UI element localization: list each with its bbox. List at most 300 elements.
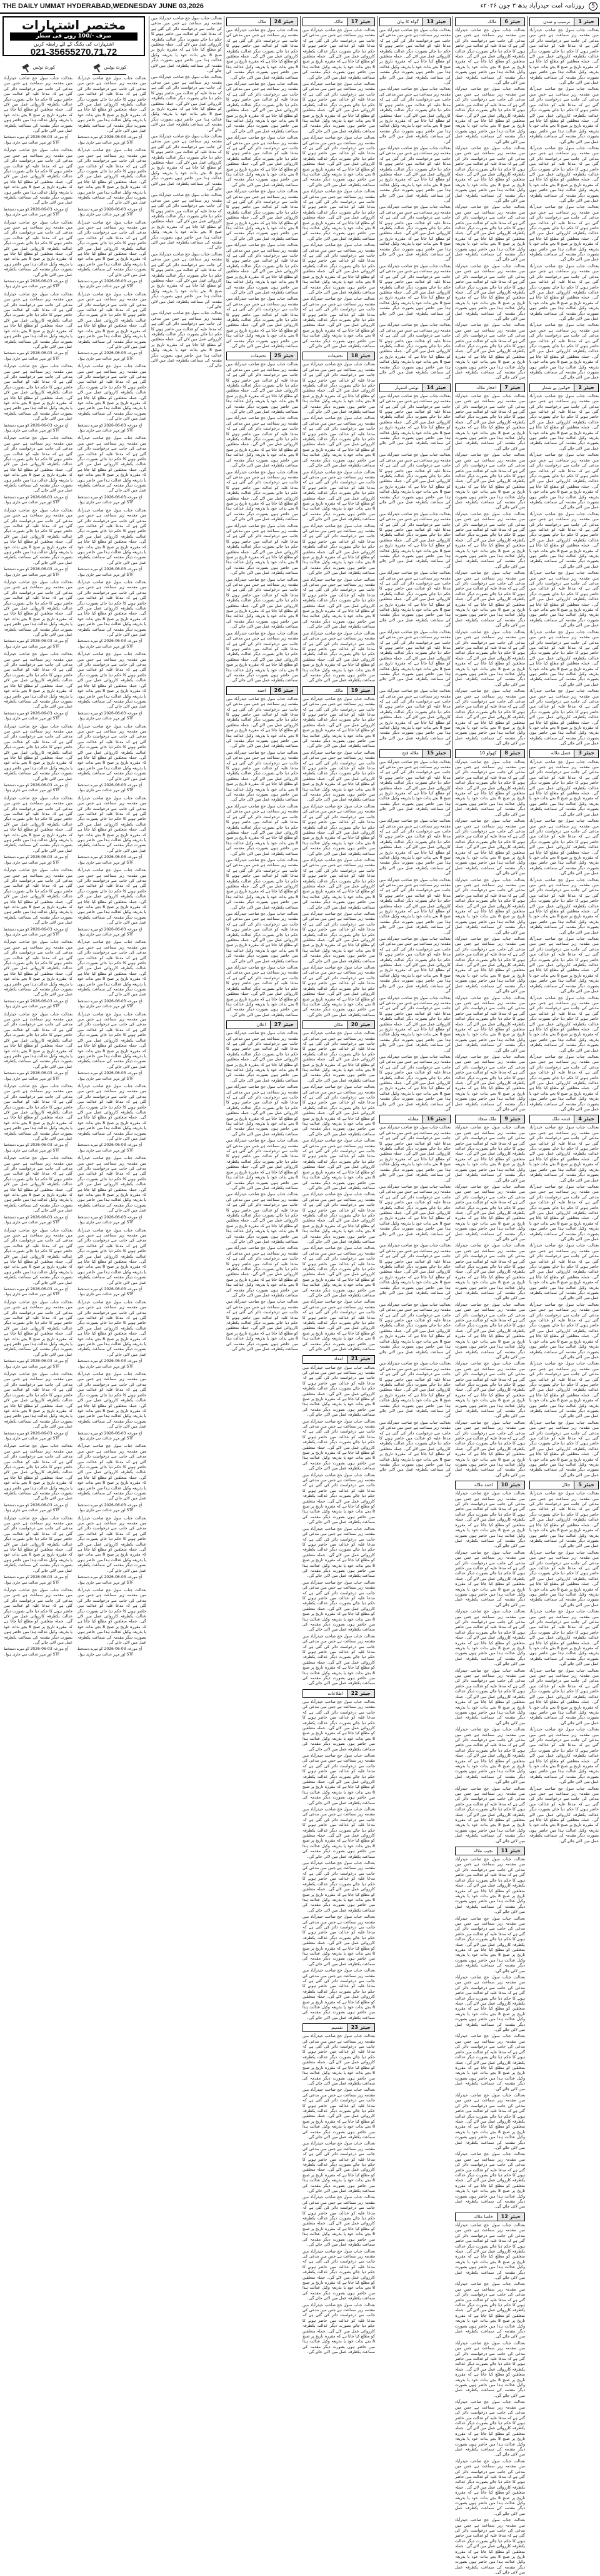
notice-paragraph: بعدالت جناب سول جج صاحب حیدرآباد میں مقدمہ زیر سماعت ہے جس میں مدعی کی جانب سے درخواست دائر کی گئی ہے کہ مدعا علیہ کو عدالت میں حاضر ہونے کا حکم دیا جائے بصورت دیگر عدالت یکطرفہ کارروائی عمل میں لائے گی۔ جملہ متعلقین کو مطلع کیا جاتا ہے کہ مقررہ تاریخ پر صبح 8 بجے بذات خود یا بذریعہ وکیل عدالت ہذا میں حاضر ہوں بصورت دیگر مقدمہ کی سماعت یکطرفہ عمل میں لائی جائے گی۔ (4, 1444, 72, 1501)
notice-signature: آج مورخہ 03-06-2026 کو میرے دستخط اور مہر عدالت سے جاری ہوا۔ STF (78, 351, 142, 361)
notice-signature: آج مورخہ 03-06-2026 کو میرے دستخط اور مہر عدالت سے جاری ہوا۔ STF (4, 1215, 69, 1225)
notice-paragraph: بعدالت جناب سول جج صاحب حیدرآباد میں مقدمہ زیر سماعت ہے جس میں مدعی کی جانب سے درخواست دائر کی گئی ہے کہ مدعا علیہ کو عدالت میں حاضر ہونے کا حکم دیا جائے بصورت دیگر عدالت یکطرفہ کارروائی عمل میں لائے گی۔ جملہ متعلقین کو مطلع کیا جاتا ہے کہ مقررہ تاریخ پر صبح 8 بجے بذات خود یا بذریعہ وکیل عدالت ہذا میں حاضر ہوں بصورت دیگر مقدمہ کی سماعت یکطرفہ عمل میں لائی جائے گی۔ (4, 1083, 72, 1141)
notice-number: جیئر 15 (422, 750, 450, 758)
notice-paragraph: بعدالت جناب سول جج صاحب حیدرآباد میں مقدمہ زیر سماعت ہے جس میں مدعی کی جانب سے درخواست دائر کی گئی ہے کہ مدعا علیہ کو عدالت میں حاضر ہونے کا حکم دیا جائے بصورت دیگر عدالت یکطرفہ کارروائی عمل میں لائے گی۔ جملہ متعلقین کو مطلع کیا جاتا ہے کہ مقررہ تاریخ پر صبح 8 بجے بذات خود یا بذریعہ وکیل عدالت ہذا میں حاضر ہوں بصورت دیگر مقدمہ کی سماعت یکطرفہ عمل میں لائی جائے گی۔ (302, 243, 375, 295)
notice-number: جیئر 5 (574, 1481, 598, 1489)
public-notice (529, 749, 599, 1113)
notice-paragraph: بعدالت جناب سول جج صاحب حیدرآباد میں مقدمہ زیر سماعت ہے جس میں مدعی کی جانب سے درخواست دائر کی گئی ہے کہ مدعا علیہ کو عدالت میں حاضر ہونے کا حکم دیا جائے بصورت دیگر عدالت یکطرفہ کارروائی عمل میں لائے گی۔ جملہ متعلقین کو مطلع کیا جاتا ہے کہ مقررہ تاریخ پر صبح 8 بجے بذات خود یا بذریعہ وکیل عدالت ہذا میں حاضر ہوں بصورت دیگر مقدمہ کی سماعت یکطرفہ عمل میں لائی جائے گی۔ (302, 1365, 375, 1418)
notice-paragraph: بعدالت جناب سول جج صاحب حیدرآباد میں مقدمہ زیر سماعت ہے جس میں مدعی کی جانب سے درخواست دائر کی گئی ہے کہ مدعا علیہ کو عدالت میں حاضر ہونے کا حکم دیا جائے بصورت دیگر عدالت یکطرفہ کارروائی عمل میں لائے گی۔ جملہ متعلقین کو مطلع کیا جاتا ہے کہ مقررہ تاریخ پر صبح 8 بجے بذات خود یا بذریعہ وکیل عدالت ہذا میں حاضر ہوں بصورت دیگر مقدمہ کی سماعت یکطرفہ عمل میں لائی جائے گی۔ (302, 696, 375, 749)
notice-signature: آج مورخہ 03-06-2026 کو میرے دستخط اور مہر عدالت سے جاری ہوا۔ STF (4, 351, 69, 361)
notice-header (302, 1689, 375, 1698)
notice-paragraph: بعدالت جناب سول جج صاحب حیدرآباد میں مقدمہ زیر سماعت ہے جس میں مدعی کی جانب سے درخواست دائر کی گئی ہے کہ مدعا علیہ کو عدالت میں حاضر ہونے کا حکم دیا جائے بصورت دیگر عدالت یکطرفہ کارروائی عمل میں لائے گی۔ جملہ متعلقین کو مطلع کیا جاتا ہے کہ مقررہ تاریخ پر صبح 8 بجے بذات خود یا بذریعہ وکیل عدالت ہذا میں حاضر ہوں بصورت دیگر مقدمہ کی سماعت یکطرفہ عمل میں لائی جائے گی۔ (302, 1580, 375, 1632)
notice-paragraph: بعدالت جناب سول جج صاحب حیدرآباد میں مقدمہ زیر سماعت ہے جس میں مدعی کی جانب سے درخواست دائر کی گئی ہے کہ مدعا علیہ کو عدالت میں حاضر ہونے کا حکم دیا جائے بصورت دیگر عدالت یکطرفہ کارروائی عمل میں لائے گی۔ جملہ متعلقین کو مطلع کیا جاتا ہے کہ مقررہ تاریخ پر صبح 8 بجے بذات خود یا بذریعہ وکیل عدالت ہذا میں حاضر ہوں بصورت دیگر مقدمہ کی سماعت یکطرفہ عمل میں لائی جائے گی۔ (226, 1138, 298, 1190)
notice-paragraph: بعدالت جناب سول جج صاحب حیدرآباد میں مقدمہ زیر سماعت ہے جس میں مدعی کی جانب سے درخواست دائر کی گئی ہے کہ مدعا علیہ کو عدالت میں حاضر ہونے کا حکم دیا جائے بصورت دیگر عدالت یکطرفہ کارروائی عمل میں لائے گی۔ جملہ متعلقین کو مطلع کیا جاتا ہے کہ مقررہ تاریخ پر صبح 8 بجے بذات خود یا بذریعہ وکیل عدالت ہذا میں حاضر ہوں بصورت دیگر مقدمہ کی سماعت یکطرفہ عمل میں لائی جائے گی۔ (226, 1300, 298, 1352)
notice-signature: آج مورخہ 03-06-2026 کو میرے دستخط اور مہر عدالت سے جاری ہوا۔ STF (4, 783, 69, 793)
notice-paragraph: بعدالت جناب سول جج صاحب حیدرآباد میں مقدمہ زیر سماعت ہے جس میں مدعی کی جانب سے درخواست دائر کی گئی ہے کہ مدعا علیہ کو عدالت میں حاضر ہونے کا حکم دیا جائے بصورت دیگر عدالت یکطرفہ کارروائی عمل میں لائے گی۔ جملہ متعلقین کو مطلع کیا جاتا ہے کہ مقررہ تاریخ پر صبح 8 بجے بذات خود یا بذریعہ وکیل عدالت ہذا میں حاضر ہوں بصورت دیگر مقدمہ کی سماعت یکطرفہ عمل میں لائی جائے گی۔ (529, 205, 599, 262)
gavel-icon (21, 63, 31, 72)
notice-header (529, 383, 599, 392)
notice-paragraph: بعدالت جناب سول جج صاحب حیدرآباد میں مقدمہ زیر سماعت ہے جس میں مدعی کی جانب سے درخواست دائر کی گئی ہے کہ مدعا علیہ کو عدالت میں حاضر ہونے کا حکم دیا جائے بصورت دیگر عدالت یکطرفہ کارروائی عمل میں لائے گی۔ جملہ متعلقین کو مطلع کیا جاتا ہے کہ مقررہ تاریخ پر صبح 8 بجے بذات خود یا بذریعہ وکیل عدالت ہذا میں حاضر ہوں بصورت دیگر مقدمہ کی سماعت یکطرفہ عمل میں لائی جائے گی۔ (78, 868, 146, 925)
public-notice (379, 383, 451, 747)
notice-paragraph: بعدالت جناب سول جج صاحب حیدرآباد میں مقدمہ زیر سماعت ہے جس میں مدعی کی جانب سے درخواست دائر کی گئی ہے کہ مدعا علیہ کو عدالت میں حاضر ہونے کا حکم دیا جائے بصورت دیگر عدالت یکطرفہ کارروائی عمل میں لائے گی۔ جملہ متعلقین کو مطلع کیا جاتا ہے کہ مقررہ تاریخ پر صبح 8 بجے بذات خود یا بذریعہ وکیل عدالت ہذا میں حاضر ہوں بصورت دیگر مقدمہ کی سماعت یکطرفہ عمل میں لائی جائے گی۔ (78, 1444, 146, 1501)
public-notice (226, 686, 298, 1018)
public-notice (226, 17, 298, 349)
notice-paragraph: بعدالت جناب سول جج صاحب حیدرآباد میں مقدمہ زیر سماعت ہے جس میں مدعی کی جانب سے درخواست دائر کی گئی ہے کہ مدعا علیہ کو عدالت میں حاضر ہونے کا حکم دیا جائے بصورت دیگر عدالت یکطرفہ کارروائی عمل میں لائے گی۔ جملہ متعلقین کو مطلع کیا جاتا ہے کہ مقررہ تاریخ پر صبح 8 بجے بذات خود یا بذریعہ وکیل عدالت ہذا میں حاضر ہوں بصورت دیگر مقدمہ کی سماعت یکطرفہ عمل میں لائی جائے گی۔ (4, 1228, 72, 1285)
notice-paragraph: بعدالت جناب سول جج صاحب حیدرآباد میں مقدمہ زیر سماعت ہے جس میں مدعی کی جانب سے درخواست دائر کی گئی ہے کہ مدعا علیہ کو عدالت میں حاضر ہونے کا حکم دیا جائے بصورت دیگر عدالت یکطرفہ کارروائی عمل میں لائے گی۔ جملہ متعلقین کو مطلع کیا جاتا ہے کہ مقررہ تاریخ پر صبح 8 بجے بذات خود یا بذریعہ وکیل عدالت ہذا میں حاضر ہوں بصورت دیگر مقدمہ کی سماعت یکطرفہ عمل میں لائی جائے گی۔ (529, 1550, 599, 1607)
notice-category: اعجاز ملالہ (476, 385, 497, 390)
public-notice (455, 1115, 525, 1478)
notice-paragraph: بعدالت جناب سول جج صاحب حیدرآباد میں مقدمہ زیر سماعت ہے جس میں مدعی کی جانب سے درخواست دائر کی گئی ہے کہ مدعا علیہ کو عدالت میں حاضر ہونے کا حکم دیا جائے بصورت دیگر عدالت یکطرفہ کارروائی عمل میں لائے گی۔ جملہ متعلقین کو مطلع کیا جاتا ہے کہ مقررہ تاریخ پر صبح 8 بجے بذات خود یا بذریعہ وکیل عدالت ہذا میں حاضر ہوں بصورت دیگر مقدمہ کی سماعت یکطرفہ عمل میں لائی جائے گی۔ (4, 436, 72, 493)
notice-number: جیئر 9 (500, 1115, 524, 1123)
notice-paragraph: بعدالت جناب سول جج صاحب حیدرآباد میں مقدمہ زیر سماعت ہے جس میں مدعی کی جانب سے درخواست دائر کی گئی ہے کہ مدعا علیہ کو عدالت میں حاضر ہونے کا حکم دیا جائے بصورت دیگر عدالت یکطرفہ کارروائی عمل میں لائے گی۔ جملہ متعلقین کو مطلع کیا جاتا ہے کہ مقررہ تاریخ پر صبح 8 بجے بذات خود یا بذریعہ وکیل عدالت ہذا میں حاضر ہوں بصورت دیگر مقدمہ کی سماعت یکطرفہ عمل میں لائی جائے گی۔ (78, 220, 146, 277)
notice-paragraph: بعدالت جناب سول جج صاحب حیدرآباد میں مقدمہ زیر سماعت ہے جس میں مدعی کی جانب سے درخواست دائر کی گئی ہے کہ مدعا علیہ کو عدالت میں حاضر ہونے کا حکم دیا جائے بصورت دیگر عدالت یکطرفہ کارروائی عمل میں لائے گی۔ جملہ متعلقین کو مطلع کیا جاتا ہے کہ مقررہ تاریخ پر صبح 8 بجے بذات خود یا بذریعہ وکیل عدالت ہذا میں حاضر ہوں بصورت دیگر مقدمہ کی سماعت یکطرفہ عمل میں لائی جائے گی۔ (302, 1473, 375, 1525)
notice-paragraph: بعدالت جناب سول جج صاحب حیدرآباد میں مقدمہ زیر سماعت ہے جس میں مدعی کی جانب سے درخواست دائر کی گئی ہے کہ مدعا علیہ کو عدالت میں حاضر ہونے کا حکم دیا جائے بصورت دیگر عدالت یکطرفہ کارروائی عمل میں لائے گی۔ جملہ متعلقین کو مطلع کیا جاتا ہے کہ مقررہ تاریخ پر صبح 8 بجے بذات خود یا بذریعہ وکیل عدالت ہذا میں حاضر ہوں بصورت دیگر مقدمہ کی سماعت یکطرفہ عمل میں لائی جائے گی۔ (4, 1587, 72, 1645)
court-notice (4, 76, 72, 146)
notice-paragraph: بعدالت جناب سول جج صاحب حیدرآباد میں مقدمہ زیر سماعت ہے جس میں مدعی کی جانب سے درخواست دائر کی گئی ہے کہ مدعا علیہ کو عدالت میں حاضر ہونے کا حکم دیا جائے بصورت دیگر عدالت یکطرفہ کارروائی عمل میں لائے گی۔ جملہ متعلقین کو مطلع کیا جاتا ہے کہ مقررہ تاریخ پر صبح 8 بجے بذات خود یا بذریعہ وکیل عدالت ہذا میں حاضر ہوں بصورت دیگر مقدمہ کی سماعت یکطرفہ عمل میں لائی جائے گی۔ (4, 76, 72, 134)
column-2 (454, 16, 526, 2575)
notice-category: گواہ کا بیان (397, 19, 419, 24)
notice-category: خواتین بے شمار (542, 385, 571, 390)
notice-paragraph: بعدالت جناب سول جج صاحب حیدرآباد میں مقدمہ زیر سماعت ہے جس میں مدعی کی جانب سے درخواست دائر کی گئی ہے کہ مدعا علیہ کو عدالت میں حاضر ہونے کا حکم دیا جائے بصورت دیگر عدالت یکطرفہ کارروائی عمل میں لائے گی۔ جملہ متعلقین کو مطلع کیا جاتا ہے کہ مقررہ تاریخ پر صبح 8 بجے بذات خود یا بذریعہ وکیل عدالت ہذا میں حاضر ہوں بصورت دیگر مقدمہ کی سماعت یکطرفہ عمل میں لائی جائے گی۔ (455, 2093, 525, 2150)
notice-paragraph: بعدالت جناب سول جج صاحب حیدرآباد میں مقدمہ زیر سماعت ہے جس میں مدعی کی جانب سے درخواست دائر کی گئی ہے کہ مدعا علیہ کو عدالت میں حاضر ہونے کا حکم دیا جائے بصورت دیگر عدالت یکطرفہ کارروائی عمل میں لائے گی۔ جملہ متعلقین کو مطلع کیا جاتا ہے کہ مقررہ تاریخ پر صبح 8 بجے بذات خود یا بذریعہ وکیل عدالت ہذا میں حاضر ہوں بصورت دیگر مقدمہ کی سماعت یکطرفہ عمل میں لائی جائے گی۔ (455, 2282, 525, 2339)
notice-header (226, 17, 298, 26)
court-notice-label: کورٹ نوٹس (21, 60, 56, 75)
notice-paragraph: بعدالت جناب سول جج صاحب حیدرآباد میں مقدمہ زیر سماعت ہے جس میں مدعی کی جانب سے درخواست دائر کی گئی ہے کہ مدعا علیہ کو عدالت میں حاضر ہونے کا حکم دیا جائے بصورت دیگر عدالت یکطرفہ کارروائی عمل میں لائے گی۔ جملہ متعلقین کو مطلع کیا جاتا ہے کہ مقررہ تاریخ پر صبح 8 بجے بذات خود یا بذریعہ وکیل عدالت ہذا میں حاضر ہوں بصورت دیگر مقدمہ کی سماعت یکطرفہ عمل میں لائی جائے گی۔ (379, 87, 451, 144)
column-divider (377, 16, 378, 1106)
court-notice (4, 436, 72, 505)
notice-signature: آج مورخہ 03-06-2026 کو میرے دستخط اور مہر عدالت سے جاری ہوا۔ STF (78, 135, 142, 145)
notice-paragraph: بعدالت جناب سول جج صاحب حیدرآباد میں مقدمہ زیر سماعت ہے جس میں مدعی کی جانب سے درخواست دائر کی گئی ہے کہ مدعا علیہ کو عدالت میں حاضر ہونے کا حکم دیا جائے بصورت دیگر عدالت یکطرفہ کارروائی عمل میں لائے گی۔ جملہ متعلقین کو مطلع کیا جاتا ہے کہ مقررہ تاریخ پر صبح 8 بجے بذات خود یا بذریعہ وکیل عدالت ہذا میں حاضر ہوں بصورت دیگر مقدمہ کی سماعت یکطرفہ عمل میں لائی جائے گی۔ (379, 323, 451, 380)
notice-number: جیئر 4 (574, 1115, 598, 1123)
notice-number: جیئر 25 (270, 352, 298, 360)
notice-paragraph: بعدالت جناب سول جج صاحب حیدرآباد میں مقدمہ زیر سماعت ہے جس میں مدعی کی جانب سے درخواست دائر کی گئی ہے کہ مدعا علیہ کو عدالت میں حاضر ہونے کا حکم دیا جائے بصورت دیگر عدالت یکطرفہ کارروائی عمل میں لائے گی۔ جملہ متعلقین کو مطلع کیا جاتا ہے کہ مقررہ تاریخ پر صبح 8 بجے بذات خود یا بذریعہ وکیل عدالت ہذا میں حاضر ہوں بصورت دیگر مقدمہ کی سماعت یکطرفہ عمل میں لائی جائے گی۔ (4, 1372, 72, 1429)
public-notice (302, 1689, 375, 2021)
notice-category: نوٹس اشتہار (394, 385, 419, 390)
court-notice (4, 868, 72, 937)
court-notice (78, 76, 146, 146)
notice-category: ملالہ (257, 19, 266, 24)
court-notice (78, 796, 146, 866)
notice-paragraph: بعدالت جناب سول جج صاحب حیدرآباد میں مقدمہ زیر سماعت ہے جس میں مدعی کی جانب سے درخواست دائر کی گئی ہے کہ مدعا علیہ کو عدالت میں حاضر ہونے کا حکم دیا جائے بصورت دیگر عدالت یکطرفہ کارروائی عمل میں لائے گی۔ جملہ متعلقین کو مطلع کیا جاتا ہے کہ مقررہ تاریخ پر صبح 8 بجے بذات خود یا بذریعہ وکیل عدالت ہذا میں حاضر ہوں بصورت دیگر مقدمہ کی سماعت یکطرفہ عمل میں لائی جائے گی۔ (78, 292, 146, 349)
notice-paragraph: بعدالت جناب سول جج صاحب حیدرآباد میں مقدمہ زیر سماعت ہے جس میں مدعی کی جانب سے درخواست دائر کی گئی ہے کہ مدعا علیہ کو عدالت میں حاضر ہونے کا حکم دیا جائے بصورت دیگر عدالت یکطرفہ کارروائی عمل میں لائے گی۔ جملہ متعلقین کو مطلع کیا جاتا ہے کہ مقررہ تاریخ پر صبح 8 بجے بذات خود یا بذریعہ وکیل عدالت ہذا میں حاضر ہوں بصورت دیگر مقدمہ کی سماعت یکطرفہ عمل میں لائی جائے گی۔ (302, 577, 375, 629)
notice-paragraph: بعدالت جناب سول جج صاحب حیدرآباد میں مقدمہ زیر سماعت ہے جس میں مدعی کی جانب سے درخواست دائر کی گئی ہے کہ مدعا علیہ کو عدالت میں حاضر ہونے کا حکم دیا جائے بصورت دیگر عدالت یکطرفہ کارروائی عمل میں لائے گی۔ جملہ متعلقین کو مطلع کیا جاتا ہے کہ مقررہ تاریخ پر صبح 8 بجے بذات خود یا بذریعہ وکیل عدالت ہذا میں حاضر ہوں بصورت دیگر مقدمہ کی سماعت یکطرفہ عمل میں لائی جائے گی۔ (529, 629, 599, 687)
notice-header (302, 686, 375, 695)
notice-paragraph: بعدالت جناب سول جج صاحب حیدرآباد میں مقدمہ زیر سماعت ہے جس میں مدعی کی جانب سے درخواست دائر کی گئی ہے کہ مدعا علیہ کو عدالت میں حاضر ہونے کا حکم دیا جائے بصورت دیگر عدالت یکطرفہ کارروائی عمل میں لائے گی۔ جملہ متعلقین کو مطلع کیا جاتا ہے کہ مقررہ تاریخ پر صبح 8 بجے بذات خود یا بذریعہ وکیل عدالت ہذا میں حاضر ہوں بصورت دیگر مقدمہ کی سماعت یکطرفہ عمل میں لائی جائے گی۔ (4, 1156, 72, 1213)
column-6 (150, 16, 223, 1106)
court-notice (4, 148, 72, 217)
notice-signature: آج مورخہ 03-06-2026 کو میرے دستخط اور مہر عدالت سے جاری ہوا۔ STF (78, 567, 142, 577)
notice-signature: آج مورخہ 03-06-2026 کو میرے دستخط اور مہر عدالت سے جاری ہوا۔ STF (78, 927, 142, 937)
notice-number: جیئر 13 (422, 18, 450, 26)
notice-paragraph: بعدالت جناب سول جج صاحب حیدرآباد میں مقدمہ زیر سماعت ہے جس میں مدعی کی جانب سے درخواست دائر کی گئی ہے کہ مدعا علیہ کو عدالت میں حاضر ہونے کا حکم دیا جائے بصورت دیگر عدالت یکطرفہ کارروائی عمل میں لائے گی۔ جملہ متعلقین کو مطلع کیا جاتا ہے کہ مقررہ تاریخ پر صبح 8 بجے بذات خود یا بذریعہ وکیل عدالت ہذا میں حاضر ہوں بصورت دیگر مقدمہ کی سماعت یکطرفہ عمل میں لائی جائے گی۔ (455, 1668, 525, 1725)
notice-paragraph: بعدالت جناب سول جج صاحب حیدرآباد میں مقدمہ زیر سماعت ہے جس میں مدعی کی جانب سے درخواست دائر کی گئی ہے کہ مدعا علیہ کو عدالت میں حاضر ہونے کا حکم دیا جائے بصورت دیگر عدالت یکطرفہ کارروائی عمل میں لائے گی۔ جملہ متعلقین کو مطلع کیا جاتا ہے کہ مقررہ تاریخ پر صبح 8 بجے بذات خود یا بذریعہ وکیل عدالت ہذا میں حاضر ہوں بصورت دیگر مقدمہ کی سماعت یکطرفہ عمل میں لائی جائے گی۔ (226, 1246, 298, 1298)
notice-paragraph: بعدالت جناب سول جج صاحب حیدرآباد میں مقدمہ زیر سماعت ہے جس میں مدعی کی جانب سے درخواست دائر کی گئی ہے کہ مدعا علیہ کو عدالت میں حاضر ہونے کا حکم دیا جائے بصورت دیگر عدالت یکطرفہ کارروائی عمل میں لائے گی۔ جملہ متعلقین کو مطلع کیا جاتا ہے کہ مقررہ تاریخ پر صبح 8 بجے بذات خود یا بذریعہ وکیل عدالت ہذا میں حاضر ہوں بصورت دیگر مقدمہ کی سماعت یکطرفہ عمل میں لائی جائے گی۔ (379, 146, 451, 203)
notice-category: ملک سجاد (478, 1117, 497, 1122)
notice-number: جیئر 24 (270, 18, 298, 26)
column-divider (300, 16, 301, 1106)
notice-number: جیئر 12 (497, 2213, 524, 2221)
notice-paragraph: بعدالت جناب سول جج صاحب حیدرآباد میں مقدمہ زیر سماعت ہے جس میں مدعی کی جانب سے درخواست دائر کی گئی ہے کہ مدعا علیہ کو عدالت میں حاضر ہونے کا حکم دیا جائے بصورت دیگر عدالت یکطرفہ کارروائی عمل میں لائے گی۔ جملہ متعلقین کو مطلع کیا جاتا ہے کہ مقررہ تاریخ پر صبح 8 بجے بذات خود یا بذریعہ وکیل عدالت ہذا میں حاضر ہوں بصورت دیگر مقدمہ کی سماعت یکطرفہ عمل میں لائی جائے گی۔ (455, 453, 525, 510)
notice-signature: آج مورخہ 03-06-2026 کو میرے دستخط اور مہر عدالت سے جاری ہوا۔ STF (78, 495, 142, 505)
notice-signature: آج مورخہ 03-06-2026 کو میرے دستخط اور مہر عدالت سے جاری ہوا۔ STF (78, 207, 142, 217)
notice-signature: آج مورخہ 03-06-2026 کو میرے دستخط اور مہر عدالت سے جاری ہوا۔ STF (4, 207, 69, 217)
notice-header (302, 1355, 375, 1364)
notice-paragraph: بعدالت جناب سول جج صاحب حیدرآباد میں مقدمہ زیر سماعت ہے جس میں مدعی کی جانب سے درخواست دائر کی گئی ہے کہ مدعا علیہ کو عدالت میں حاضر ہونے کا حکم دیا جائے بصورت دیگر عدالت یکطرفہ کارروائی عمل میں لائے گی۔ جملہ متعلقین کو مطلع کیا جاتا ہے کہ مقررہ تاریخ پر صبح 8 بجے بذات خود یا بذریعہ وکیل عدالت ہذا میں حاضر ہوں بصورت دیگر مقدمہ کی سماعت یکطرفہ عمل میں لائی جائے گی۔ (226, 631, 298, 683)
notice-paragraph: بعدالت جناب سول جج صاحب حیدرآباد میں مقدمہ زیر سماعت ہے جس میں مدعی کی جانب سے درخواست دائر کی گئی ہے کہ مدعا علیہ کو عدالت میں حاضر ہونے کا حکم دیا جائے بصورت دیگر عدالت یکطرفہ کارروائی عمل میں لائے گی۔ جملہ متعلقین کو مطلع کیا جاتا ہے کہ مقررہ تاریخ پر صبح 8 بجے بذات خود یا بذریعہ وکیل عدالت ہذا میں حاضر ہوں بصورت دیگر مقدمہ کی سماعت یکطرفہ عمل میں لائی جائے گی۔ (78, 436, 146, 493)
notice-paragraph: بعدالت جناب سول جج صاحب حیدرآباد میں مقدمہ زیر سماعت ہے جس میں مدعی کی جانب سے درخواست دائر کی گئی ہے کہ مدعا علیہ کو عدالت میں حاضر ہونے کا حکم دیا جائے بصورت دیگر عدالت یکطرفہ کارروائی عمل میں لائے گی۔ جملہ متعلقین کو مطلع کیا جاتا ہے کہ مقررہ تاریخ پر صبح 8 بجے بذات خود یا بذریعہ وکیل عدالت ہذا میں حاضر ہوں بصورت دیگر مقدمہ کی سماعت یکطرفہ عمل میں لائی جائے گی۔ (455, 759, 525, 817)
notice-header (529, 1115, 599, 1123)
notice-number: جیئر 11 (497, 1847, 524, 1855)
notice-category: تقسیم (331, 2025, 343, 2031)
notice-paragraph: بعدالت جناب سول جج صاحب حیدرآباد میں مقدمہ زیر سماعت ہے جس میں مدعی کی جانب سے درخواست دائر کی گئی ہے کہ مدعا علیہ کو عدالت میں حاضر ہونے کا حکم دیا جائے بصورت دیگر عدالت یکطرفہ کارروائی عمل میں لائے گی۔ جملہ متعلقین کو مطلع کیا جاتا ہے کہ مقررہ تاریخ پر صبح 8 بجے بذات خود یا بذریعہ وکیل عدالت ہذا میں حاضر ہوں بصورت دیگر مقدمہ کی سماعت یکطرفہ عمل میں لائی جائے گی۔ (302, 804, 375, 856)
notice-paragraph: بعدالت جناب سول جج صاحب حیدرآباد میں مقدمہ زیر سماعت ہے جس میں مدعی کی جانب سے درخواست دائر کی گئی ہے کہ مدعا علیہ کو عدالت میں حاضر ہونے کا حکم دیا جائے بصورت دیگر عدالت یکطرفہ کارروائی عمل میں لائے گی۔ جملہ متعلقین کو مطلع کیا جاتا ہے کہ مقررہ تاریخ پر صبح 8 بجے بذات خود یا بذریعہ وکیل عدالت ہذا میں حاضر ہوں بصورت دیگر مقدمہ کی سماعت یکطرفہ عمل میں لائی جائے گی۔ (455, 2341, 525, 2398)
court-notice (78, 1516, 146, 1586)
notice-paragraph: بعدالت جناب سول جج صاحب حیدرآباد میں مقدمہ زیر سماعت ہے جس میں مدعی کی جانب سے درخواست دائر کی گئی ہے کہ مدعا علیہ کو عدالت میں حاضر ہونے کا حکم دیا جائے بصورت دیگر عدالت یکطرفہ کارروائی عمل میں لائے گی۔ جملہ متعلقین کو مطلع کیا جاتا ہے کہ مقررہ تاریخ پر صبح 8 بجے بذات خود یا بذریعہ وکیل عدالت ہذا میں حاضر ہوں بصورت دیگر مقدمہ کی سماعت یکطرفہ عمل میں لائی جائے گی۔ (302, 2088, 375, 2139)
notice-paragraph: بعدالت جناب سول جج صاحب حیدرآباد میں مقدمہ زیر سماعت ہے جس میں مدعی کی جانب سے درخواست دائر کی گئی ہے کہ مدعا علیہ کو عدالت میں حاضر ہونے کا حکم دیا جائے بصورت دیگر عدالت یکطرفہ کارروائی عمل میں لائے گی۔ جملہ متعلقین کو مطلع کیا جاتا ہے کہ مقررہ تاریخ پر صبح 8 بجے بذات خود یا بذریعہ وکیل عدالت ہذا میں حاضر ہوں بصورت دیگر مقدمہ کی سماعت یکطرفہ عمل میں لائی جائے گی۔ (226, 470, 298, 522)
notice-paragraph: بعدالت جناب سول جج صاحب حیدرآباد میں مقدمہ زیر سماعت ہے جس میں مدعی کی جانب سے درخواست دائر کی گئی ہے کہ مدعا علیہ کو عدالت میں حاضر ہونے کا حکم دیا جائے بصورت دیگر عدالت یکطرفہ کارروائی عمل میں لائے گی۔ جملہ متعلقین کو مطلع کیا جاتا ہے کہ مقررہ تاریخ پر صبح 8 بجے بذات خود یا بذریعہ وکیل عدالت ہذا میں حاضر ہوں بصورت دیگر مقدمہ کی سماعت یکطرفہ عمل میں لائی جائے گی۔ (4, 364, 72, 422)
notice-header (455, 1847, 525, 1855)
notice-signature: آج مورخہ 03-06-2026 کو میرے دستخط اور مہر عدالت سے جاری ہوا۔ STF (4, 711, 69, 721)
notice-signature: آج مورخہ 03-06-2026 کو میرے دستخط اور مہر عدالت سے جاری ہوا۔ STF (78, 711, 142, 721)
notice-paragraph: بعدالت جناب سول جج صاحب حیدرآباد میں مقدمہ زیر سماعت ہے جس میں مدعی کی جانب سے درخواست دائر کی گئی ہے کہ مدعا علیہ کو عدالت میں حاضر ہونے کا حکم دیا جائے بصورت دیگر عدالت یکطرفہ کارروائی عمل میں لائے گی۔ جملہ متعلقین کو مطلع کیا جاتا ہے کہ مقررہ تاریخ پر صبح 8 بجے بذات خود یا بذریعہ وکیل عدالت ہذا میں حاضر ہوں بصورت دیگر مقدمہ کی سماعت یکطرفہ عمل میں لائی جائے گی۔ (226, 416, 298, 468)
notice-signature: آج مورخہ 03-06-2026 کو میرے دستخط اور مہر عدالت سے جاری ہوا۔ STF (4, 1359, 69, 1369)
notice-number: جیئر 19 (347, 687, 374, 694)
notice-signature: آج مورخہ 03-06-2026 کو میرے دستخط اور مہر عدالت سے جاری ہوا۔ STF (78, 999, 142, 1009)
notice-number: جیئر 2 (574, 384, 598, 392)
notice-paragraph: بعدالت جناب سول جج صاحب حیدرآباد میں مقدمہ زیر سماعت ہے جس میں مدعی کی جانب سے درخواست دائر کی گئی ہے کہ مدعا علیہ کو عدالت میں حاضر ہونے کا حکم دیا جائے بصورت دیگر عدالت یکطرفہ کارروائی عمل میں لائے گی۔ جملہ متعلقین کو مطلع کیا جاتا ہے کہ مقررہ تاریخ پر صبح 8 بجے بذات خود یا بذریعہ وکیل عدالت ہذا میں حاضر ہوں بصورت دیگر مقدمہ کی سماعت یکطرفہ عمل میں لائی جائے گی۔ (455, 87, 525, 144)
notice-paragraph: بعدالت جناب سول جج صاحب حیدرآباد میں مقدمہ زیر سماعت ہے جس میں مدعی کی جانب سے درخواست دائر کی گئی ہے کہ مدعا علیہ کو عدالت میں حاضر ہونے کا حکم دیا جائے بصورت دیگر عدالت یکطرفہ کارروائی عمل میں لائے گی۔ جملہ متعلقین کو مطلع کیا جاتا ہے کہ مقررہ تاریخ پر صبح 8 بجے بذات خود یا بذریعہ وکیل عدالت ہذا میں حاضر ہوں بصورت دیگر مقدمہ کی سماعت یکطرفہ عمل میں لائی جائے گی۔ (379, 689, 451, 746)
notice-paragraph: بعدالت جناب سول جج صاحب حیدرآباد میں مقدمہ زیر سماعت ہے جس میں مدعی کی جانب سے درخواست دائر کی گئی ہے کہ مدعا علیہ کو عدالت میں حاضر ہونے کا حکم دیا جائے بصورت دیگر عدالت یکطرفہ کارروائی عمل میں لائے گی۔ جملہ متعلقین کو مطلع کیا جاتا ہے کہ مقررہ تاریخ پر صبح 8 بجے بذات خود یا بذریعہ وکیل عدالت ہذا میں حاضر ہوں بصورت دیگر مقدمہ کی سماعت یکطرفہ عمل میں لائی جائے گی۔ (302, 1138, 375, 1190)
notice-signature: آج مورخہ 03-06-2026 کو میرے دستخط اور مہر عدالت سے جاری ہوا۔ STF (4, 1575, 69, 1585)
column-4 (301, 16, 376, 2355)
masthead (0, 0, 600, 14)
notice-paragraph: بعدالت جناب سول جج صاحب حیدرآباد میں مقدمہ زیر سماعت ہے جس میں مدعی کی جانب سے درخواست دائر کی گئی ہے کہ مدعا علیہ کو عدالت میں حاضر ہونے کا حکم دیا جائے بصورت دیگر عدالت یکطرفہ کارروائی عمل میں لائے گی۔ جملہ متعلقین کو مطلع کیا جاتا ہے کہ مقررہ تاریخ پر صبح 8 بجے بذات خود یا بذریعہ وکیل عدالت ہذا میں حاضر ہوں بصورت دیگر مقدمہ کی سماعت یکطرفہ عمل میں لائی جائے گی۔ (4, 724, 72, 781)
notice-category: ملالہ فتح (402, 751, 419, 756)
notice-header (455, 383, 525, 392)
notice-signature: آج مورخہ 03-06-2026 کو میرے دستخط اور مہر عدالت سے جاری ہوا۔ STF (78, 1143, 142, 1153)
public-notice (529, 17, 599, 381)
court-notice (78, 1372, 146, 1441)
notice-paragraph: بعدالت جناب سول جج صاحب حیدرآباد میں مقدمہ زیر سماعت ہے جس میں مدعی کی جانب سے درخواست دائر کی گئی ہے کہ مدعا علیہ کو عدالت میں حاضر ہونے کا حکم دیا جائے بصورت دیگر عدالت یکطرفہ کارروائی عمل میں لائے گی۔ جملہ متعلقین کو مطلع کیا جاتا ہے کہ مقررہ تاریخ پر صبح 8 بجے بذات خود یا بذریعہ وکیل عدالت ہذا میں حاضر ہوں بصورت دیگر مقدمہ کی سماعت یکطرفہ عمل میں لائی جائے گی۔ (78, 1083, 146, 1141)
notice-paragraph: بعدالت جناب سول جج صاحب حیدرآباد میں مقدمہ زیر سماعت ہے جس میں مدعی کی جانب سے درخواست دائر کی گئی ہے کہ مدعا علیہ کو عدالت میں حاضر ہونے کا حکم دیا جائے بصورت دیگر عدالت یکطرفہ کارروائی عمل میں لائے گی۔ جملہ متعلقین کو مطلع کیا جاتا ہے کہ مقررہ تاریخ پر صبح 8 بجے بذات خود یا بذریعہ وکیل عدالت ہذا میں حاضر ہوں بصورت دیگر مقدمہ کی سماعت یکطرفہ عمل میں لائی جائے گی۔ (455, 323, 525, 380)
notice-number: جیئر 6 (500, 18, 524, 26)
notice-paragraph: بعدالت جناب سول جج صاحب حیدرآباد میں مقدمہ زیر سماعت ہے جس میں مدعی کی جانب سے درخواست دائر کی گئی ہے کہ مدعا علیہ کو عدالت میں حاضر ہونے کا حکم دیا جائے بصورت دیگر عدالت یکطرفہ کارروائی عمل میں لائے گی۔ جملہ متعلقین کو مطلع کیا جاتا ہے کہ مقررہ تاریخ پر صبح 8 بجے بذات خود یا بذریعہ وکیل عدالت ہذا میں حاضر ہوں بصورت دیگر مقدمہ کی سماعت یکطرفہ عمل میں لائی جائے گی۔ (379, 453, 451, 510)
notice-number: جیئر 21 (347, 1356, 374, 1363)
notice-number: جیئر 20 (347, 1021, 374, 1029)
notice-number: جیئر 7 (500, 384, 524, 392)
notice-paragraph: بعدالت جناب سول جج صاحب حیدرآباد میں مقدمہ زیر سماعت ہے جس میں مدعی کی جانب سے درخواست دائر کی گئی ہے کہ مدعا علیہ کو عدالت میں حاضر ہونے کا حکم دیا جائے بصورت دیگر عدالت یکطرفہ کارروائی عمل میں لائے گی۔ جملہ متعلقین کو مطلع کیا جاتا ہے کہ مقررہ تاریخ پر صبح 8 بجے بذات خود یا بذریعہ وکیل عدالت ہذا میں حاضر ہوں بصورت دیگر مقدمہ کی سماعت یکطرفہ عمل میں لائی جائے گی۔ (302, 857, 375, 910)
column-divider (452, 16, 453, 1106)
notice-paragraph: بعدالت جناب سول جج صاحب حیدرآباد میں مقدمہ زیر سماعت ہے جس میں مدعی کی جانب سے درخواست دائر کی گئی ہے کہ مدعا علیہ کو عدالت میں حاضر ہونے کا حکم دیا جائے بصورت دیگر عدالت یکطرفہ کارروائی عمل میں لائے گی۔ جملہ متعلقین کو مطلع کیا جاتا ہے کہ مقررہ تاریخ پر صبح 8 بجے بذات خود یا بذریعہ وکیل عدالت ہذا میں حاضر ہوں بصورت دیگر مقدمہ کی سماعت یکطرفہ عمل میں لائی جائے گی۔ (78, 796, 146, 853)
notice-number: جیئر 10 (497, 1481, 524, 1489)
notice-paragraph: بعدالت جناب سول جج صاحب حیدرآباد میں مقدمہ زیر سماعت ہے جس میں مدعی کی جانب سے درخواست دائر کی گئی ہے کہ مدعا علیہ کو عدالت میں حاضر ہونے کا حکم دیا جائے بصورت دیگر عدالت یکطرفہ کارروائی عمل میں لائے گی۔ جملہ متعلقین کو مطلع کیا جاتا ہے کہ مقررہ تاریخ پر صبح 8 بجے بذات خود یا بذریعہ وکیل عدالت ہذا میں حاضر ہوں بصورت دیگر مقدمہ کی سماعت یکطرفہ عمل میں لائی جائے گی۔ (379, 511, 451, 569)
notice-paragraph: بعدالت جناب سول جج صاحب حیدرآباد میں مقدمہ زیر سماعت ہے جس میں مدعی کی جانب سے درخواست دائر کی گئی ہے کہ مدعا علیہ کو عدالت میں حاضر ہونے کا حکم دیا جائے بصورت دیگر عدالت یکطرفہ کارروائی عمل میں لائے گی۔ جملہ متعلقین کو مطلع کیا جاتا ہے کہ مقررہ تاریخ پر صبح 8 بجے بذات خود یا بذریعہ وکیل عدالت ہذا میں حاضر ہوں بصورت دیگر مقدمہ کی سماعت یکطرفہ عمل میں لائی جائے گی۔ (455, 1243, 525, 1301)
notice-paragraph: بعدالت جناب سول جج صاحب حیدرآباد میں مقدمہ زیر سماعت ہے جس میں مدعی کی جانب سے درخواست دائر کی گئی ہے کہ مدعا علیہ کو عدالت میں حاضر ہونے کا حکم دیا جائے بصورت دیگر عدالت یکطرفہ کارروائی عمل میں لائے گی۔ جملہ متعلقین کو مطلع کیا جاتا ہے کہ مقررہ تاریخ پر صبح 8 بجے بذات خود یا بذریعہ وکیل عدالت ہذا میں حاضر ہوں بصورت دیگر مقدمہ کی سماعت یکطرفہ عمل میں لائی جائے گی۔ (302, 1807, 375, 1859)
public-notice (226, 352, 298, 683)
court-notice (78, 508, 146, 578)
court-notice (4, 580, 72, 649)
notice-number: جیئر 22 (347, 1690, 374, 1697)
notice-category: احمد ملالہ (474, 1483, 493, 1488)
notice-paragraph: بعدالت جناب سول جج صاحب حیدرآباد میں مقدمہ زیر سماعت ہے جس میں مدعی کی جانب سے درخواست دائر کی گئی ہے کہ مدعا علیہ کو عدالت میں حاضر ہونے کا حکم دیا جائے بصورت دیگر عدالت یکطرفہ کارروائی عمل میں لائے گی۔ جملہ متعلقین کو مطلع کیا جاتا ہے کہ مقررہ تاریخ پر صبح 8 بجے بذات خود یا بذریعہ وکیل عدالت ہذا میں حاضر ہوں بصورت دیگر مقدمہ کی سماعت یکطرفہ عمل میں لائی جائے گی۔ (379, 28, 451, 86)
court-notice (4, 796, 72, 866)
notice-paragraph: بعدالت جناب سول جج صاحب حیدرآباد میں مقدمہ زیر سماعت ہے جس میں مدعی کی جانب سے درخواست دائر کی گئی ہے کہ مدعا علیہ کو عدالت میں حاضر ہونے کا حکم دیا جائے بصورت دیگر عدالت یکطرفہ کارروائی عمل میں لائے گی۔ جملہ متعلقین کو مطلع کیا جاتا ہے کہ مقررہ تاریخ پر صبح 8 بجے بذات خود یا بذریعہ وکیل عدالت ہذا میں حاضر ہوں بصورت دیگر مقدمہ کی سماعت یکطرفہ عمل میں لائی جائے گی۔ (455, 146, 525, 203)
notice-paragraph: بعدالت جناب سول جج صاحب حیدرآباد میں مقدمہ زیر سماعت ہے جس میں مدعی کی جانب سے درخواست دائر کی گئی ہے کہ مدعا علیہ کو عدالت میں حاضر ہونے کا حکم دیا جائے بصورت دیگر عدالت یکطرفہ کارروائی عمل میں لائے گی۔ جملہ متعلقین کو مطلع کیا جاتا ہے کہ مقررہ تاریخ پر صبح 8 بجے بذات خود یا بذریعہ وکیل عدالت ہذا میں حاضر ہوں بصورت دیگر مقدمہ کی سماعت یکطرفہ عمل میں لائی جائے گی۔ (455, 205, 525, 262)
notice-paragraph: بعدالت جناب سول جج صاحب حیدرآباد میں مقدمہ زیر سماعت ہے جس میں مدعی کی جانب سے درخواست دائر کی گئی ہے کہ مدعا علیہ کو عدالت میں حاضر ہونے کا حکم دیا جائے بصورت دیگر عدالت یکطرفہ کارروائی عمل میں لائے گی۔ جملہ متعلقین کو مطلع کیا جاتا ہے کہ مقررہ تاریخ پر صبح 8 بجے بذات خود یا بذریعہ وکیل عدالت ہذا میں حاضر ہوں بصورت دیگر مقدمہ کی سماعت یکطرفہ عمل میں لائی جائے گی۔ (302, 1300, 375, 1352)
public-notice (529, 383, 599, 747)
notice-paragraph: بعدالت جناب سول جج صاحب حیدرآباد میں مقدمہ زیر سماعت ہے جس میں مدعی کی جانب سے درخواست دائر کی گئی ہے کہ مدعا علیہ کو عدالت میں حاضر ہونے کا حکم دیا جائے بصورت دیگر عدالت یکطرفہ کارروائی عمل میں لائے گی۔ جملہ متعلقین کو مطلع کیا جاتا ہے کہ مقررہ تاریخ پر صبح 8 بجے بذات خود یا بذریعہ وکیل عدالت ہذا میں حاضر ہوں بصورت دیگر مقدمہ کی سماعت یکطرفہ عمل میں لائی جائے گی۔ (302, 470, 375, 522)
notice-paragraph: بعدالت جناب سول جج صاحب حیدرآباد میں مقدمہ زیر سماعت ہے جس میں مدعی کی جانب سے درخواست دائر کی گئی ہے کہ مدعا علیہ کو عدالت میں حاضر ہونے کا حکم دیا جائے بصورت دیگر عدالت یکطرفہ کارروائی عمل میں لائے گی۔ جملہ متعلقین کو مطلع کیا جاتا ہے کہ مقررہ تاریخ پر صبح 8 بجے بذات خود یا بذریعہ وکیل عدالت ہذا میں حاضر ہوں بصورت دیگر مقدمہ کی سماعت یکطرفہ عمل میں لائی جائے گی۔ (455, 511, 525, 569)
notice-signature: آج مورخہ 03-06-2026 کو میرے دستخط اور مہر عدالت سے جاری ہوا۔ STF (4, 855, 69, 865)
notice-signature: آج مورخہ 03-06-2026 کو میرے دستخط اور مہر عدالت سے جاری ہوا۔ STF (4, 639, 69, 649)
notice-paragraph: بعدالت جناب سول جج صاحب حیدرآباد میں مقدمہ زیر سماعت ہے جس میں مدعی کی جانب سے درخواست دائر کی گئی ہے کہ مدعا علیہ کو عدالت میں حاضر ہونے کا حکم دیا جائے بصورت دیگر عدالت یکطرفہ کارروائی عمل میں لائے گی۔ جملہ متعلقین کو مطلع کیا جاتا ہے کہ مقررہ تاریخ پر صبح 8 بجے بذات خود یا بذریعہ وکیل عدالت ہذا میں حاضر ہوں بصورت دیگر مقدمہ کی سماعت یکطرفہ عمل میں لائی جائے گی۔ (529, 689, 599, 746)
notice-header (226, 1020, 298, 1029)
notice-number: جیئر 23 (347, 2024, 374, 2031)
ad-contact: اشتہارات کی بکنگ کے لئے رابطہ کریں (33, 41, 114, 47)
court-notice (4, 220, 72, 290)
notice-paragraph: بعدالت جناب سول جج صاحب حیدرآباد میں مقدمہ زیر سماعت ہے جس میں مدعی کی جانب سے درخواست دائر کی گئی ہے کہ مدعا علیہ کو عدالت میں حاضر ہونے کا حکم دیا جائے بصورت دیگر عدالت یکطرفہ کارروائی عمل میں لائے گی۔ جملہ متعلقین کو مطلع کیا جاتا ہے کہ مقررہ تاریخ پر صبح 8 بجے بذات خود یا بذریعہ وکیل عدالت ہذا میں حاضر ہوں بصورت دیگر مقدمہ کی سماعت یکطرفہ عمل میں لائی جائے گی۔ (455, 1491, 525, 1549)
notice-header (379, 749, 451, 758)
notice-paragraph: بعدالت جناب سول جج صاحب حیدرآباد میں مقدمہ زیر سماعت ہے جس میں مدعی کی جانب سے درخواست دائر کی گئی ہے کہ مدعا علیہ کو عدالت میں حاضر ہونے کا حکم دیا جائے بصورت دیگر عدالت یکطرفہ کارروائی عمل میں لائے گی۔ جملہ متعلقین کو مطلع کیا جاتا ہے کہ مقررہ تاریخ پر صبح 8 بجے بذات خود یا بذریعہ وکیل عدالت ہذا میں حاضر ہوں بصورت دیگر مقدمہ کی سماعت یکطرفہ عمل میں لائی جائے گی۔ (379, 205, 451, 262)
notice-paragraph: بعدالت جناب سول جج صاحب حیدرآباد میں مقدمہ زیر سماعت ہے جس میں مدعی کی جانب سے درخواست دائر کی گئی ہے کہ مدعا علیہ کو عدالت میں حاضر ہونے کا حکم دیا جائے بصورت دیگر عدالت یکطرفہ کارروائی عمل میں لائے گی۔ جملہ متعلقین کو مطلع کیا جاتا ہے کہ مقررہ تاریخ پر صبح 8 بجے بذات خود یا بذریعہ وکیل عدالت ہذا میں حاضر ہوں بصورت دیگر مقدمہ کی سماعت یکطرفہ عمل میں لائی جائے گی۔ (455, 2400, 525, 2457)
notice-signature: آج مورخہ 03-06-2026 کو میرے دستخط اور مہر عدالت سے جاری ہوا۔ STF (78, 279, 142, 289)
notice-paragraph: بعدالت جناب سول جج صاحب حیدرآباد میں مقدمہ زیر سماعت ہے جس میں مدعی کی جانب سے درخواست دائر کی گئی ہے کہ مدعا علیہ کو عدالت میں حاضر ہونے کا حکم دیا جائے بصورت دیگر عدالت یکطرفہ کارروائی عمل میں لائے گی۔ جملہ متعلقین کو مطلع کیا جاتا ہے کہ مقررہ تاریخ پر صبح 8 بجے بذات خود یا بذریعہ وکیل عدالت ہذا میں حاضر ہوں بصورت دیگر مقدمہ کی سماعت یکطرفہ عمل میں لائی جائے گی۔ (529, 1491, 599, 1549)
notice-paragraph: بعدالت جناب سول جج صاحب حیدرآباد میں مقدمہ زیر سماعت ہے جس میں مدعی کی جانب سے درخواست دائر کی گئی ہے کہ مدعا علیہ کو عدالت میں حاضر ہونے کا حکم دیا جائے بصورت دیگر عدالت یکطرفہ کارروائی عمل میں لائے گی۔ جملہ متعلقین کو مطلع کیا جاتا ہے کہ مقررہ تاریخ پر صبح 8 بجے بذات خود یا بذریعہ وکیل عدالت ہذا میں حاضر ہوں بصورت دیگر مقدمہ کی سماعت یکطرفہ عمل میں لائی جائے گی۔ (226, 1031, 298, 1083)
notice-paragraph: بعدالت جناب سول جج صاحب حیدرآباد میں مقدمہ زیر سماعت ہے جس میں مدعی کی جانب سے درخواست دائر کی گئی ہے کہ مدعا علیہ کو عدالت میں حاضر ہونے کا حکم دیا جائے بصورت دیگر عدالت یکطرفہ کارروائی عمل میں لائے گی۔ جملہ متعلقین کو مطلع کیا جاتا ہے کہ مقررہ تاریخ پر صبح 8 بجے بذات خود یا بذریعہ وکیل عدالت ہذا میں حاضر ہوں بصورت دیگر مقدمہ کی سماعت یکطرفہ عمل میں لائی جائے گی۔ (226, 577, 298, 629)
notice-header (379, 1115, 451, 1123)
public-notice (151, 16, 222, 369)
public-notice (302, 17, 375, 349)
notice-paragraph: بعدالت جناب سول جج صاحب حیدرآباد میں مقدمہ زیر سماعت ہے جس میں مدعی کی جانب سے درخواست دائر کی گئی ہے کہ مدعا علیہ کو عدالت میں حاضر ہونے کا حکم دیا جائے بصورت دیگر عدالت یکطرفہ کارروائی عمل میں لائے گی۔ جملہ متعلقین کو مطلع کیا جاتا ہے کہ مقررہ تاریخ پر صبح 8 بجے بذات خود یا بذریعہ وکیل عدالت ہذا میں حاضر ہوں بصورت دیگر مقدمہ کی سماعت یکطرفہ عمل میں لائی جائے گی۔ (302, 631, 375, 683)
notice-paragraph: بعدالت جناب سول جج صاحب حیدرآباد میں مقدمہ زیر سماعت ہے جس میں مدعی کی جانب سے درخواست دائر کی گئی ہے کہ مدعا علیہ کو عدالت میں حاضر ہونے کا حکم دیا جائے بصورت دیگر عدالت یکطرفہ کارروائی عمل میں لائے گی۔ جملہ متعلقین کو مطلع کیا جاتا ہے کہ مقررہ تاریخ پر صبح 8 بجے بذات خود یا بذریعہ وکیل عدالت ہذا میں حاضر ہوں بصورت دیگر مقدمہ کی سماعت یکطرفہ عمل میں لائی جائے گی۔ (226, 523, 298, 576)
court-notice (78, 580, 146, 649)
notice-paragraph: بعدالت جناب سول جج صاحب حیدرآباد میں مقدمہ زیر سماعت ہے جس میں مدعی کی جانب سے درخواست دائر کی گئی ہے کہ مدعا علیہ کو عدالت میں حاضر ہونے کا حکم دیا جائے بصورت دیگر عدالت یکطرفہ کارروائی عمل میں لائے گی۔ جملہ متعلقین کو مطلع کیا جاتا ہے کہ مقررہ تاریخ پر صبح 8 بجے بذات خود یا بذریعہ وکیل عدالت ہذا میں حاضر ہوں بصورت دیگر مقدمہ کی سماعت یکطرفہ عمل میں لائی جائے گی۔ (455, 2518, 525, 2575)
notice-paragraph: بعدالت جناب سول جج صاحب حیدرآباد میں مقدمہ زیر سماعت ہے جس میں مدعی کی جانب سے درخواست دائر کی گئی ہے کہ مدعا علیہ کو عدالت میں حاضر ہونے کا حکم دیا جائے بصورت دیگر عدالت یکطرفہ کارروائی عمل میں لائے گی۔ جملہ متعلقین کو مطلع کیا جاتا ہے کہ مقررہ تاریخ پر صبح 8 بجے بذات خود یا بذریعہ وکیل عدالت ہذا میں حاضر ہوں بصورت دیگر مقدمہ کی سماعت یکطرفہ عمل میں لائی جائے گی۔ (302, 1699, 375, 1752)
notice-paragraph: بعدالت جناب سول جج صاحب حیدرآباد میں مقدمہ زیر سماعت ہے جس میں مدعی کی جانب سے درخواست دائر کی گئی ہے کہ مدعا علیہ کو عدالت میں حاضر ہونے کا حکم دیا جائے بصورت دیگر عدالت یکطرفہ کارروائی عمل میں لائے گی۔ جملہ متعلقین کو مطلع کیا جاتا ہے کہ مقررہ تاریخ پر صبح 8 بجے بذات خود یا بذریعہ وکیل عدالت ہذا میں حاضر ہوں بصورت دیگر مقدمہ کی سماعت یکطرفہ عمل میں لائی جائے گی۔ (226, 965, 298, 1017)
notice-paragraph: بعدالت جناب سول جج صاحب حیدرآباد میں مقدمہ زیر سماعت ہے جس میں مدعی کی جانب سے درخواست دائر کی گئی ہے کہ مدعا علیہ کو عدالت میں حاضر ہونے کا حکم دیا جائے بصورت دیگر عدالت یکطرفہ کارروائی عمل میں لائے گی۔ جملہ متعلقین کو مطلع کیا جاتا ہے کہ مقررہ تاریخ پر صبح 8 بجے بذات خود یا بذریعہ وکیل عدالت ہذا میں حاضر ہوں بصورت دیگر مقدمہ کی سماعت یکطرفہ عمل میں لائی جائے گی۔ (529, 759, 599, 817)
notice-header (302, 352, 375, 360)
classified-ads-banner (2, 16, 145, 56)
notice-header (529, 749, 599, 758)
notice-paragraph: بعدالت جناب سول جج صاحب حیدرآباد میں مقدمہ زیر سماعت ہے جس میں مدعی کی جانب سے درخواست دائر کی گئی ہے کہ مدعا علیہ کو عدالت میں حاضر ہونے کا حکم دیا جائے بصورت دیگر عدالت یکطرفہ کارروائی عمل میں لائے گی۔ جملہ متعلقین کو مطلع کیا جاتا ہے کہ مقررہ تاریخ پر صبح 8 بجے بذات خود یا بذریعہ وکیل عدالت ہذا میں حاضر ہوں بصورت دیگر مقدمہ کی سماعت یکطرفہ عمل میں لائی جائے گی۔ (455, 1184, 525, 1241)
public-notice (226, 1020, 298, 1352)
court-notice (78, 1084, 146, 1153)
court-notice (78, 1444, 146, 1513)
notice-paragraph: بعدالت جناب سول جج صاحب حیدرآباد میں مقدمہ زیر سماعت ہے جس میں مدعی کی جانب سے درخواست دائر کی گئی ہے کہ مدعا علیہ کو عدالت میں حاضر ہونے کا حکم دیا جائے بصورت دیگر عدالت یکطرفہ کارروائی عمل میں لائے گی۔ جملہ متعلقین کو مطلع کیا جاتا ہے کہ مقررہ تاریخ پر صبح 8 بجے بذات خود یا بذریعہ وکیل عدالت ہذا میں حاضر ہوں بصورت دیگر مقدمہ کی سماعت یکطرفہ عمل میں لائی جائے گی۔ (302, 28, 375, 80)
notice-signature: آج مورخہ 03-06-2026 کو میرے دستخط اور مہر عدالت سے جاری ہوا۔ STF (4, 495, 69, 505)
gavel-icon (92, 63, 102, 72)
notice-paragraph: بعدالت جناب سول جج صاحب حیدرآباد میں مقدمہ زیر سماعت ہے جس میں مدعی کی جانب سے درخواست دائر کی گئی ہے کہ مدعا علیہ کو عدالت میں حاضر ہونے کا حکم دیا جائے بصورت دیگر عدالت یکطرفہ کارروائی عمل میں لائے گی۔ جملہ متعلقین کو مطلع کیا جاتا ہے کہ مقررہ تاریخ پر صبح 8 بجے بذات خود یا بذریعہ وکیل عدالت ہذا میں حاضر ہوں بصورت دیگر مقدمہ کی سماعت یکطرفہ عمل میں لائی جائے گی۔ (529, 1125, 599, 1183)
public-notice (379, 749, 451, 1113)
notice-paragraph: بعدالت جناب سول جج صاحب حیدرآباد میں مقدمہ زیر سماعت ہے جس میں مدعی کی جانب سے درخواست دائر کی گئی ہے کہ مدعا علیہ کو عدالت میں حاضر ہونے کا حکم دیا جائے بصورت دیگر عدالت یکطرفہ کارروائی عمل میں لائے گی۔ جملہ متعلقین کو مطلع کیا جاتا ہے کہ مقررہ تاریخ پر صبح 8 بجے بذات خود یا بذریعہ وکیل عدالت ہذا میں حاضر ہوں بصورت دیگر مقدمہ کی سماعت یکطرفہ عمل میں لائی جائے گی۔ (379, 1243, 451, 1301)
notice-number: جیئر 8 (500, 750, 524, 758)
notice-signature: آج مورخہ 03-06-2026 کو میرے دستخط اور مہر عدالت سے جاری ہوا۔ STF (78, 783, 142, 793)
notice-paragraph: بعدالت جناب سول جج صاحب حیدرآباد میں مقدمہ زیر سماعت ہے جس میں مدعی کی جانب سے درخواست دائر کی گئی ہے کہ مدعا علیہ کو عدالت میں حاضر ہونے کا حکم دیا جائے بصورت دیگر عدالت یکطرفہ کارروائی عمل میں لائے گی۔ جملہ متعلقین کو مطلع کیا جاتا ہے کہ مقررہ تاریخ پر صبح 8 بجے بذات خود یا بذریعہ وکیل عدالت ہذا میں حاضر ہوں بصورت دیگر مقدمہ کی سماعت یکطرفہ عمل میں لائی جائے گی۔ (529, 1668, 599, 1725)
public-notice (302, 686, 375, 1018)
notice-signature: آج مورخہ 03-06-2026 کو میرے دستخط اور مہر عدالت سے جاری ہوا۔ STF (78, 1647, 142, 1657)
notice-category: قدمہ ملک (551, 1117, 571, 1122)
notice-header (379, 383, 451, 392)
notice-header (226, 686, 298, 695)
masthead-english-title: THE DAILY UMMAT HYDERABAD,WEDNESDAY JUNE 03,2026 (2, 2, 204, 10)
notice-paragraph: بعدالت جناب سول جج صاحب حیدرآباد میں مقدمہ زیر سماعت ہے جس میں مدعی کی جانب سے درخواست دائر کی گئی ہے کہ مدعا علیہ کو عدالت میں حاضر ہونے کا حکم دیا جائے بصورت دیگر عدالت یکطرفہ کارروائی عمل میں لائے گی۔ جملہ متعلقین کو مطلع کیا جاتا ہے کہ مقررہ تاریخ پر صبح 8 بجے بذات خود یا بذریعہ وکیل عدالت ہذا میں حاضر ہوں بصورت دیگر مقدمہ کی سماعت یکطرفہ عمل میں لائی جائے گی۔ (4, 292, 72, 349)
notice-paragraph: بعدالت جناب سول جج صاحب حیدرآباد میں مقدمہ زیر سماعت ہے جس میں مدعی کی جانب سے درخواست دائر کی گئی ہے کہ مدعا علیہ کو عدالت میں حاضر ہونے کا حکم دیا جائے بصورت دیگر عدالت یکطرفہ کارروائی عمل میں لائے گی۔ جملہ متعلقین کو مطلع کیا جاتا ہے کہ مقررہ تاریخ پر صبح 8 بجے بذات خود یا بذریعہ وکیل عدالت ہذا میں حاضر ہوں بصورت دیگر مقدمہ کی سماعت یکطرفہ عمل میں لائی جائے گی۔ (151, 193, 222, 250)
notice-category: تحقیقات (328, 353, 343, 359)
notice-header (226, 352, 298, 360)
notice-paragraph: بعدالت جناب سول جج صاحب حیدرآباد میں مقدمہ زیر سماعت ہے جس میں مدعی کی جانب سے درخواست دائر کی گئی ہے کہ مدعا علیہ کو عدالت میں حاضر ہونے کا حکم دیا جائے بصورت دیگر عدالت یکطرفہ کارروائی عمل میں لائے گی۔ جملہ متعلقین کو مطلع کیا جاتا ہے کہ مقررہ تاریخ پر صبح 8 بجے بذات خود یا بذریعہ وکیل عدالت ہذا میں حاضر ہوں بصورت دیگر مقدمہ کی سماعت یکطرفہ عمل میں لائی جائے گی۔ (455, 689, 525, 746)
notice-category: امداد (334, 1356, 343, 1362)
court-notice (4, 1156, 72, 1225)
court-notice (4, 724, 72, 794)
court-notice (4, 1588, 72, 1657)
notice-paragraph: بعدالت جناب سول جج صاحب حیدرآباد میں مقدمہ زیر سماعت ہے جس میں مدعی کی جانب سے درخواست دائر کی گئی ہے کہ مدعا علیہ کو عدالت میں حاضر ہونے کا حکم دیا جائے بصورت دیگر عدالت یکطرفہ کارروائی عمل میں لائے گی۔ جملہ متعلقین کو مطلع کیا جاتا ہے کہ مقررہ تاریخ پر صبح 8 بجے بذات خود یا بذریعہ وکیل عدالت ہذا میں حاضر ہوں بصورت دیگر مقدمہ کی سماعت یکطرفہ عمل میں لائی جائے گی۔ (4, 796, 72, 853)
court-notice-header-row (2, 60, 145, 75)
notice-signature: آج مورخہ 03-06-2026 کو میرے دستخط اور مہر عدالت سے جاری ہوا۔ STF (4, 1503, 69, 1513)
notice-paragraph: بعدالت جناب سول جج صاحب حیدرآباد میں مقدمہ زیر سماعت ہے جس میں مدعی کی جانب سے درخواست دائر کی گئی ہے کہ مدعا علیہ کو عدالت میں حاضر ہونے کا حکم دیا جائے بصورت دیگر عدالت یکطرفہ کارروائی عمل میں لائے گی۔ جملہ متعلقین کو مطلع کیا جاتا ہے کہ مقررہ تاریخ پر صبح 8 بجے بذات خود یا بذریعہ وکیل عدالت ہذا میں حاضر ہوں بصورت دیگر مقدمہ کی سماعت یکطرفہ عمل میں لائی جائے گی۔ (529, 1727, 599, 1785)
notice-category: تحقیقات (251, 353, 266, 359)
notice-paragraph: بعدالت جناب سول جج صاحب حیدرآباد میں مقدمہ زیر سماعت ہے جس میں مدعی کی جانب سے درخواست دائر کی گئی ہے کہ مدعا علیہ کو عدالت میں حاضر ہونے کا حکم دیا جائے بصورت دیگر عدالت یکطرفہ کارروائی عمل میں لائے گی۔ جملہ متعلقین کو مطلع کیا جاتا ہے کہ مقررہ تاریخ پر صبح 8 بجے بذات خود یا بذریعہ وکیل عدالت ہذا میں حاضر ہوں بصورت دیگر مقدمہ کی سماعت یکطرفہ عمل میں لائی جائے گی۔ (78, 1156, 146, 1213)
court-notice (78, 292, 146, 362)
notice-signature: آج مورخہ 03-06-2026 کو میرے دستخط اور مہر عدالت سے جاری ہوا۔ STF (78, 855, 142, 865)
notice-signature: آج مورخہ 03-06-2026 کو میرے دستخط اور مہر عدالت سے جاری ہوا۔ STF (4, 1071, 69, 1081)
notice-paragraph: بعدالت جناب سول جج صاحب حیدرآباد میں مقدمہ زیر سماعت ہے جس میں مدعی کی جانب سے درخواست دائر کی گئی ہے کہ مدعا علیہ کو عدالت میں حاضر ہونے کا حکم دیا جائے بصورت دیگر عدالت یکطرفہ کارروائی عمل میں لائے گی۔ جملہ متعلقین کو مطلع کیا جاتا ہے کہ مقررہ تاریخ پر صبح 8 بجے بذات خود یا بذریعہ وکیل عدالت ہذا میں حاضر ہوں بصورت دیگر مقدمہ کی سماعت یکطرفہ عمل میں لائی جائے گی۔ (226, 297, 298, 348)
court-notice (78, 1012, 146, 1082)
notice-header (302, 17, 375, 26)
notice-paragraph: بعدالت جناب سول جج صاحب حیدرآباد میں مقدمہ زیر سماعت ہے جس میں مدعی کی جانب سے درخواست دائر کی گئی ہے کہ مدعا علیہ کو عدالت میں حاضر ہونے کا حکم دیا جائے بصورت دیگر عدالت یکطرفہ کارروائی عمل میں لائے گی۔ جملہ متعلقین کو مطلع کیا جاتا ہے کہ مقررہ تاریخ پر صبح 8 بجے بذات خود یا بذریعہ وکیل عدالت ہذا میں حاضر ہوں بصورت دیگر مقدمہ کی سماعت یکطرفہ عمل میں لائی جائے گی۔ (529, 87, 599, 144)
notice-paragraph: بعدالت جناب سول جج صاحب حیدرآباد میں مقدمہ زیر سماعت ہے جس میں مدعی کی جانب سے درخواست دائر کی گئی ہے کہ مدعا علیہ کو عدالت میں حاضر ہونے کا حکم دیا جائے بصورت دیگر عدالت یکطرفہ کارروائی عمل میں لائے گی۔ جملہ متعلقین کو مطلع کیا جاتا ہے کہ مقررہ تاریخ پر صبح 8 بجے بذات خود یا بذریعہ وکیل عدالت ہذا میں حاضر ہوں بصورت دیگر مقدمہ کی سماعت یکطرفہ عمل میں لائی جائے گی۔ (151, 75, 222, 132)
notice-category: مالک (334, 19, 343, 24)
notice-paragraph: بعدالت جناب سول جج صاحب حیدرآباد میں مقدمہ زیر سماعت ہے جس میں مدعی کی جانب سے درخواست دائر کی گئی ہے کہ مدعا علیہ کو عدالت میں حاضر ہونے کا حکم دیا جائے بصورت دیگر عدالت یکطرفہ کارروائی عمل میں لائے گی۔ جملہ متعلقین کو مطلع کیا جاتا ہے کہ مقررہ تاریخ پر صبح 8 بجے بذات خود یا بذریعہ وکیل عدالت ہذا میں حاضر ہوں بصورت دیگر مقدمہ کی سماعت یکطرفہ عمل میں لائی جائے گی۔ (455, 1054, 525, 1112)
notice-paragraph: بعدالت جناب سول جج صاحب حیدرآباد میں مقدمہ زیر سماعت ہے جس میں مدعی کی جانب سے درخواست دائر کی گئی ہے کہ مدعا علیہ کو عدالت میں حاضر ہونے کا حکم دیا جائے بصورت دیگر عدالت یکطرفہ کارروائی عمل میں لائے گی۔ جملہ متعلقین کو مطلع کیا جاتا ہے کہ مقررہ تاریخ پر صبح 8 بجے بذات خود یا بذریعہ وکیل عدالت ہذا میں حاضر ہوں بصورت دیگر مقدمہ کی سماعت یکطرفہ عمل میں لائی جائے گی۔ (455, 1420, 525, 1478)
court-notice (4, 940, 72, 1009)
notice-paragraph: بعدالت جناب سول جج صاحب حیدرآباد میں مقدمہ زیر سماعت ہے جس میں مدعی کی جانب سے درخواست دائر کی گئی ہے کہ مدعا علیہ کو عدالت میں حاضر ہونے کا حکم دیا جائے بصورت دیگر عدالت یکطرفہ کارروائی عمل میں لائے گی۔ جملہ متعلقین کو مطلع کیا جاتا ہے کہ مقررہ تاریخ پر صبح 8 بجے بذات خود یا بذریعہ وکیل عدالت ہذا میں حاضر ہوں بصورت دیگر مقدمہ کی سماعت یکطرفہ عمل میں لائی جائے گی۔ (529, 1243, 599, 1301)
court-notice (78, 364, 146, 433)
notice-paragraph: بعدالت جناب سول جج صاحب حیدرآباد میں مقدمہ زیر سماعت ہے جس میں مدعی کی جانب سے درخواست دائر کی گئی ہے کہ مدعا علیہ کو عدالت میں حاضر ہونے کا حکم دیا جائے بصورت دیگر عدالت یکطرفہ کارروائی عمل میں لائے گی۔ جملہ متعلقین کو مطلع کیا جاتا ہے کہ مقررہ تاریخ پر صبح 8 بجے بذات خود یا بذریعہ وکیل عدالت ہذا میں حاضر ہوں بصورت دیگر مقدمہ کی سماعت یکطرفہ عمل میں لائی جائے گی۔ (78, 1516, 146, 1573)
notice-paragraph: بعدالت جناب سول جج صاحب حیدرآباد میں مقدمہ زیر سماعت ہے جس میں مدعی کی جانب سے درخواست دائر کی گئی ہے کہ مدعا علیہ کو عدالت میں حاضر ہونے کا حکم دیا جائے بصورت دیگر عدالت یکطرفہ کارروائی عمل میں لائے گی۔ جملہ متعلقین کو مطلع کیا جاتا ہے کہ مقررہ تاریخ پر صبح 8 بجے بذات خود یا بذریعہ وکیل عدالت ہذا میں حاضر ہوں بصورت دیگر مقدمہ کی سماعت یکطرفہ عمل میں لائی جائے گی۔ (379, 629, 451, 687)
public-notice (455, 749, 525, 1113)
notice-paragraph: بعدالت جناب سول جج صاحب حیدرآباد میں مقدمہ زیر سماعت ہے جس میں مدعی کی جانب سے درخواست دائر کی گئی ہے کہ مدعا علیہ کو عدالت میں حاضر ہونے کا حکم دیا جائے بصورت دیگر عدالت یکطرفہ کارروائی عمل میں لائے گی۔ جملہ متعلقین کو مطلع کیا جاتا ہے کہ مقررہ تاریخ پر صبح 8 بجے بذات خود یا بذریعہ وکیل عدالت ہذا میں حاضر ہوں بصورت دیگر مقدمہ کی سماعت یکطرفہ عمل میں لائی جائے گی۔ (151, 311, 222, 368)
notice-paragraph: بعدالت جناب سول جج صاحب حیدرآباد میں مقدمہ زیر سماعت ہے جس میں مدعی کی جانب سے درخواست دائر کی گئی ہے کہ مدعا علیہ کو عدالت میں حاضر ہونے کا حکم دیا جائے بصورت دیگر عدالت یکطرفہ کارروائی عمل میں لائے گی۔ جملہ متعلقین کو مطلع کیا جاتا ہے کہ مقررہ تاریخ پر صبح 8 بجے بذات خود یا بذریعہ وکیل عدالت ہذا میں حاضر ہوں بصورت دیگر مقدمہ کی سماعت یکطرفہ عمل میں لائی جائے گی۔ (529, 1302, 599, 1360)
court-notice (78, 652, 146, 721)
notice-paragraph: بعدالت جناب سول جج صاحب حیدرآباد میں مقدمہ زیر سماعت ہے جس میں مدعی کی جانب سے درخواست دائر کی گئی ہے کہ مدعا علیہ کو عدالت میں حاضر ہونے کا حکم دیا جائے بصورت دیگر عدالت یکطرفہ کارروائی عمل میں لائے گی۔ جملہ متعلقین کو مطلع کیا جاتا ہے کہ مقررہ تاریخ پر صبح 8 بجے بذات خود یا بذریعہ وکیل عدالت ہذا میں حاضر ہوں بصورت دیگر مقدمہ کی سماعت یکطرفہ عمل میں لائی جائے گی۔ (455, 937, 525, 994)
notice-paragraph: بعدالت جناب سول جج صاحب حیدرآباد میں مقدمہ زیر سماعت ہے جس میں مدعی کی جانب سے درخواست دائر کی گئی ہے کہ مدعا علیہ کو عدالت میں حاضر ہونے کا حکم دیا جائے بصورت دیگر عدالت یکطرفہ کارروائی عمل میں لائے گی۔ جملہ متعلقین کو مطلع کیا جاتا ہے کہ مقررہ تاریخ پر صبح 8 بجے بذات خود یا بذریعہ وکیل عدالت ہذا میں حاضر ہوں بصورت دیگر مقدمہ کی سماعت یکطرفہ عمل میں لائی جائے گی۔ (78, 652, 146, 709)
notice-category: خاصا ملالہ (473, 2214, 493, 2219)
public-notice (529, 1115, 599, 1478)
notice-category: نجیب ملالہ (472, 1848, 493, 1853)
notice-paragraph: بعدالت جناب سول جج صاحب حیدرآباد میں مقدمہ زیر سماعت ہے جس میں مدعی کی جانب سے درخواست دائر کی گئی ہے کہ مدعا علیہ کو عدالت میں حاضر ہونے کا حکم دیا جائے بصورت دیگر عدالت یکطرفہ کارروائی عمل میں لائے گی۔ جملہ متعلقین کو مطلع کیا جاتا ہے کہ مقررہ تاریخ پر صبح 8 بجے بذات خود یا بذریعہ وکیل عدالت ہذا میں حاضر ہوں بصورت دیگر مقدمہ کی سماعت یکطرفہ عمل میں لائی جائے گی۔ (4, 1300, 72, 1357)
notice-paragraph: بعدالت جناب سول جج صاحب حیدرآباد میں مقدمہ زیر سماعت ہے جس میں مدعی کی جانب سے درخواست دائر کی گئی ہے کہ مدعا علیہ کو عدالت میں حاضر ہونے کا حکم دیا جائے بصورت دیگر عدالت یکطرفہ کارروائی عمل میں لائے گی۔ جملہ متعلقین کو مطلع کیا جاتا ہے کہ مقررہ تاریخ پر صبح 8 بجے بذات خود یا بذریعہ وکیل عدالت ہذا میں حاضر ہوں بصورت دیگر مقدمہ کی سماعت یکطرفہ عمل میں لائی جائے گی۔ (379, 995, 451, 1053)
court-notice (4, 364, 72, 433)
notice-number: جیئر 18 (347, 352, 374, 360)
notice-header (455, 749, 525, 758)
court-notice-label: کورٹ نوٹس (92, 60, 127, 75)
public-notice (379, 17, 451, 381)
notice-signature: آج مورخہ 03-06-2026 کو میرے دستخط اور مہر عدالت سے جاری ہوا۔ STF (78, 423, 142, 433)
notice-category: اعلان (256, 1022, 266, 1027)
notice-paragraph: بعدالت جناب سول جج صاحب حیدرآباد میں مقدمہ زیر سماعت ہے جس میں مدعی کی جانب سے درخواست دائر کی گئی ہے کہ مدعا علیہ کو عدالت میں حاضر ہونے کا حکم دیا جائے بصورت دیگر عدالت یکطرفہ کارروائی عمل میں لائے گی۔ جملہ متعلقین کو مطلع کیا جاتا ہے کہ مقررہ تاریخ پر صبح 8 بجے بذات خود یا بذریعہ وکیل عدالت ہذا میں حاضر ہوں بصورت دیگر مقدمہ کی سماعت یکطرفہ عمل میں لائی جائے گی۔ (226, 1085, 298, 1137)
notice-paragraph: بعدالت جناب سول جج صاحب حیدرآباد میں مقدمہ زیر سماعت ہے جس میں مدعی کی جانب سے درخواست دائر کی گئی ہے کہ مدعا علیہ کو عدالت میں حاضر ہونے کا حکم دیا جائے بصورت دیگر عدالت یکطرفہ کارروائی عمل میں لائے گی۔ جملہ متعلقین کو مطلع کیا جاتا ہے کہ مقررہ تاریخ پر صبح 8 بجے بذات خود یا بذریعہ وکیل عدالت ہذا میں حاضر ہوں بصورت دیگر مقدمہ کی سماعت یکطرفہ عمل میں لائی جائے گی۔ (302, 2141, 375, 2194)
ad-rate: صرف -/100 روپے فی سطر (10, 32, 138, 41)
court-notices-column-a (76, 76, 148, 1657)
court-notice (78, 724, 146, 794)
notice-paragraph: بعدالت جناب سول جج صاحب حیدرآباد میں مقدمہ زیر سماعت ہے جس میں مدعی کی جانب سے درخواست دائر کی گئی ہے کہ مدعا علیہ کو عدالت میں حاضر ہونے کا حکم دیا جائے بصورت دیگر عدالت یکطرفہ کارروائی عمل میں لائے گی۔ جملہ متعلقین کو مطلع کیا جاتا ہے کہ مقررہ تاریخ پر صبح 8 بجے بذات خود یا بذریعہ وکیل عدالت ہذا میں حاضر ہوں بصورت دیگر مقدمہ کی سماعت یکطرفہ عمل میں لائی جائے گی۔ (226, 189, 298, 241)
public-notice (455, 383, 525, 747)
notice-paragraph: بعدالت جناب سول جج صاحب حیدرآباد میں مقدمہ زیر سماعت ہے جس میں مدعی کی جانب سے درخواست دائر کی گئی ہے کہ مدعا علیہ کو عدالت میں حاضر ہونے کا حکم دیا جائے بصورت دیگر عدالت یکطرفہ کارروائی عمل میں لائے گی۔ جملہ متعلقین کو مطلع کیا جاتا ہے کہ مقررہ تاریخ پر صبح 8 بجے بذات خود یا بذریعہ وکیل عدالت ہذا میں حاضر ہوں بصورت دیگر مقدمہ کی سماعت یکطرفہ عمل میں لائی جائے گی۔ (302, 523, 375, 576)
notice-paragraph: بعدالت جناب سول جج صاحب حیدرآباد میں مقدمہ زیر سماعت ہے جس میں مدعی کی جانب سے درخواست دائر کی گئی ہے کہ مدعا علیہ کو عدالت میں حاضر ہونے کا حکم دیا جائے بصورت دیگر عدالت یکطرفہ کارروائی عمل میں لائے گی۔ جملہ متعلقین کو مطلع کیا جاتا ہے کہ مقررہ تاریخ پر صبح 8 بجے بذات خود یا بذریعہ وکیل عدالت ہذا میں حاضر ہوں بصورت دیگر مقدمہ کی سماعت یکطرفہ عمل میں لائی جائے گی۔ (455, 264, 525, 321)
notice-paragraph: بعدالت جناب سول جج صاحب حیدرآباد میں مقدمہ زیر سماعت ہے جس میں مدعی کی جانب سے درخواست دائر کی گئی ہے کہ مدعا علیہ کو عدالت میں حاضر ہونے کا حکم دیا جائے بصورت دیگر عدالت یکطرفہ کارروائی عمل میں لائے گی۔ جملہ متعلقین کو مطلع کیا جاتا ہے کہ مقررہ تاریخ پر صبح 8 بجے بذات خود یا بذریعہ وکیل عدالت ہذا میں حاضر ہوں بصورت دیگر مقدمہ کی سماعت یکطرفہ عمل میں لائی جائے گی۔ (379, 877, 451, 935)
notice-paragraph: بعدالت جناب سول جج صاحب حیدرآباد میں مقدمہ زیر سماعت ہے جس میں مدعی کی جانب سے درخواست دائر کی گئی ہے کہ مدعا علیہ کو عدالت میں حاضر ہونے کا حکم دیا جائے بصورت دیگر عدالت یکطرفہ کارروائی عمل میں لائے گی۔ جملہ متعلقین کو مطلع کیا جاتا ہے کہ مقررہ تاریخ پر صبح 8 بجے بذات خود یا بذریعہ وکیل عدالت ہذا میں حاضر ہوں بصورت دیگر مقدمہ کی سماعت یکطرفہ عمل میں لائی جائے گی۔ (455, 2152, 525, 2209)
public-notice (455, 1847, 525, 2210)
notice-signature: آج مورخہ 03-06-2026 کو میرے دستخط اور مہر عدالت سے جاری ہوا۔ STF (78, 1503, 142, 1513)
court-notice (78, 1156, 146, 1225)
notice-paragraph: بعدالت جناب سول جج صاحب حیدرآباد میں مقدمہ زیر سماعت ہے جس میں مدعی کی جانب سے درخواست دائر کی گئی ہے کہ مدعا علیہ کو عدالت میں حاضر ہونے کا حکم دیا جائے بصورت دیگر عدالت یکطرفہ کارروائی عمل میں لائے گی۔ جملہ متعلقین کو مطلع کیا جاتا ہے کہ مقررہ تاریخ پر صبح 8 بجے بذات خود یا بذریعہ وکیل عدالت ہذا میں حاضر ہوں بصورت دیگر مقدمہ کی سماعت یکطرفہ عمل میں لائی جائے گی۔ (379, 819, 451, 876)
notice-paragraph: بعدالت جناب سول جج صاحب حیدرآباد میں مقدمہ زیر سماعت ہے جس میں مدعی کی جانب سے درخواست دائر کی گئی ہے کہ مدعا علیہ کو عدالت میں حاضر ہونے کا حکم دیا جائے بصورت دیگر عدالت یکطرفہ کارروائی عمل میں لائے گی۔ جملہ متعلقین کو مطلع کیا جاتا ہے کہ مقررہ تاریخ پر صبح 8 بجے بذات خود یا بذریعہ وکیل عدالت ہذا میں حاضر ہوں بصورت دیگر مقدمہ کی سماعت یکطرفہ عمل میں لائی جائے گی۔ (78, 364, 146, 422)
notice-paragraph: بعدالت جناب سول جج صاحب حیدرآباد میں مقدمہ زیر سماعت ہے جس میں مدعی کی جانب سے درخواست دائر کی گئی ہے کہ مدعا علیہ کو عدالت میں حاضر ہونے کا حکم دیا جائے بصورت دیگر عدالت یکطرفہ کارروائی عمل میں لائے گی۔ جملہ متعلقین کو مطلع کیا جاتا ہے کہ مقررہ تاریخ پر صبح 8 بجے بذات خود یا بذریعہ وکیل عدالت ہذا میں حاضر ہوں بصورت دیگر مقدمہ کی سماعت یکطرفہ عمل میں لائی جائے گی۔ (78, 1372, 146, 1429)
notice-paragraph: بعدالت جناب سول جج صاحب حیدرآباد میں مقدمہ زیر سماعت ہے جس میں مدعی کی جانب سے درخواست دائر کی گئی ہے کہ مدعا علیہ کو عدالت میں حاضر ہونے کا حکم دیا جائے بصورت دیگر عدالت یکطرفہ کارروائی عمل میں لائے گی۔ جملہ متعلقین کو مطلع کیا جاتا ہے کہ مقررہ تاریخ پر صبح 8 بجے بذات خود یا بذریعہ وکیل عدالت ہذا میں حاضر ہوں بصورت دیگر مقدمہ کی سماعت یکطرفہ عمل میں لائی جائے گی۔ (529, 1420, 599, 1478)
court-notice (4, 1300, 72, 1369)
notice-paragraph: بعدالت جناب سول جج صاحب حیدرآباد میں مقدمہ زیر سماعت ہے جس میں مدعی کی جانب سے درخواست دائر کی گئی ہے کہ مدعا علیہ کو عدالت میں حاضر ہونے کا حکم دیا جائے بصورت دیگر عدالت یکطرفہ کارروائی عمل میں لائے گی۔ جملہ متعلقین کو مطلع کیا جاتا ہے کہ مقررہ تاریخ پر صبح 8 بجے بذات خود یا بذریعہ وکیل عدالت ہذا میں حاضر ہوں بصورت دیگر مقدمہ کی سماعت یکطرفہ عمل میں لائی جائے گی۔ (529, 819, 599, 876)
public-notice (455, 17, 525, 381)
notice-signature: آج مورخہ 03-06-2026 کو میرے دستخط اور مہر عدالت سے جاری ہوا۔ STF (4, 135, 69, 145)
column-5 (225, 16, 299, 1352)
court-notices-column-b (2, 76, 74, 1657)
notice-paragraph: بعدالت جناب سول جج صاحب حیدرآباد میں مقدمہ زیر سماعت ہے جس میں مدعی کی جانب سے درخواست دائر کی گئی ہے کہ مدعا علیہ کو عدالت میں حاضر ہونے کا حکم دیا جائے بصورت دیگر عدالت یکطرفہ کارروائی عمل میں لائے گی۔ جملہ متعلقین کو مطلع کیا جاتا ہے کہ مقررہ تاریخ پر صبح 8 بجے بذات خود یا بذریعہ وکیل عدالت ہذا میں حاضر ہوں بصورت دیگر مقدمہ کی سماعت یکطرفہ عمل میں لائی جائے گی۔ (302, 136, 375, 187)
notice-paragraph: بعدالت جناب سول جج صاحب حیدرآباد میں مقدمہ زیر سماعت ہے جس میں مدعی کی جانب سے درخواست دائر کی گئی ہے کہ مدعا علیہ کو عدالت میں حاضر ہونے کا حکم دیا جائے بصورت دیگر عدالت یکطرفہ کارروائی عمل میں لائے گی۔ جملہ متعلقین کو مطلع کیا جاتا ہے کہ مقررہ تاریخ پر صبح 8 بجے بذات خود یا بذریعہ وکیل عدالت ہذا میں حاضر ہوں بصورت دیگر مقدمہ کی سماعت یکطرفہ عمل میں لائی جائے گی۔ (302, 912, 375, 964)
notice-header (455, 17, 525, 26)
notice-paragraph: بعدالت جناب سول جج صاحب حیدرآباد میں مقدمہ زیر سماعت ہے جس میں مدعی کی جانب سے درخواست دائر کی گئی ہے کہ مدعا علیہ کو عدالت میں حاضر ہونے کا حکم دیا جائے بصورت دیگر عدالت یکطرفہ کارروائی عمل میں لائے گی۔ جملہ متعلقین کو مطلع کیا جاتا ہے کہ مقررہ تاریخ پر صبح 8 بجے بذات خود یا بذریعہ وکیل عدالت ہذا میں حاضر ہوں بصورت دیگر مقدمہ کی سماعت یکطرفہ عمل میں لائی جائے گی۔ (151, 134, 222, 191)
court-notice (4, 1012, 72, 1082)
notice-signature: آج مورخہ 03-06-2026 کو میرے دستخط اور مہر عدالت سے جاری ہوا۔ STF (78, 639, 142, 649)
public-notice (529, 1481, 599, 1844)
notice-signature: آج مورخہ 03-06-2026 کو میرے دستخط اور مہر عدالت سے جاری ہوا۔ STF (78, 1215, 142, 1225)
notice-paragraph: بعدالت جناب سول جج صاحب حیدرآباد میں مقدمہ زیر سماعت ہے جس میں مدعی کی جانب سے درخواست دائر کی گئی ہے کہ مدعا علیہ کو عدالت میں حاضر ہونے کا حکم دیا جائے بصورت دیگر عدالت یکطرفہ کارروائی عمل میں لائے گی۔ جملہ متعلقین کو مطلع کیا جاتا ہے کہ مقررہ تاریخ پر صبح 8 بجے بذات خود یا بذریعہ وکیل عدالت ہذا میں حاضر ہوں بصورت دیگر مقدمہ کی سماعت یکطرفہ عمل میں لائی جائے گی۔ (4, 652, 72, 709)
notice-paragraph: بعدالت جناب سول جج صاحب حیدرآباد میں مقدمہ زیر سماعت ہے جس میں مدعی کی جانب سے درخواست دائر کی گئی ہے کہ مدعا علیہ کو عدالت میں حاضر ہونے کا حکم دیا جائے بصورت دیگر عدالت یکطرفہ کارروائی عمل میں لائے گی۔ جملہ متعلقین کو مطلع کیا جاتا ہے کہ مقررہ تاریخ پر صبح 8 بجے بذات خود یا بذریعہ وکیل عدالت ہذا میں حاضر ہوں بصورت دیگر مقدمہ کی سماعت یکطرفہ عمل میں لائی جائے گی۔ (4, 868, 72, 925)
notice-paragraph: بعدالت جناب سول جج صاحب حیدرآباد میں مقدمہ زیر سماعت ہے جس میں مدعی کی جانب سے درخواست دائر کی گئی ہے کہ مدعا علیہ کو عدالت میں حاضر ہونے کا حکم دیا جائے بصورت دیگر عدالت یکطرفہ کارروائی عمل میں لائے گی۔ جملہ متعلقین کو مطلع کیا جاتا ہے کہ مقررہ تاریخ پر صبح 8 بجے بذات خود یا بذریعہ وکیل عدالت ہذا میں حاضر ہوں بصورت دیگر مقدمہ کی سماعت یکطرفہ عمل میں لائی جائے گی۔ (4, 580, 72, 638)
notice-paragraph: بعدالت جناب سول جج صاحب حیدرآباد میں مقدمہ زیر سماعت ہے جس میں مدعی کی جانب سے درخواست دائر کی گئی ہے کہ مدعا علیہ کو عدالت میں حاضر ہونے کا حکم دیا جائے بصورت دیگر عدالت یکطرفہ کارروائی عمل میں لائے گی۔ جملہ متعلقین کو مطلع کیا جاتا ہے کہ مقررہ تاریخ پر صبح 8 بجے بذات خود یا بذریعہ وکیل عدالت ہذا میں حاضر ہوں بصورت دیگر مقدمہ کی سماعت یکطرفہ عمل میں لائی جائے گی۔ (529, 995, 599, 1053)
notice-paragraph: بعدالت جناب سول جج صاحب حیدرآباد میں مقدمہ زیر سماعت ہے جس میں مدعی کی جانب سے درخواست دائر کی گئی ہے کہ مدعا علیہ کو عدالت میں حاضر ہونے کا حکم دیا جائے بصورت دیگر عدالت یکطرفہ کارروائی عمل میں لائے گی۔ جملہ متعلقین کو مطلع کیا جاتا ہے کہ مقررہ تاریخ پر صبح 8 بجے بذات خود یا بذریعہ وکیل عدالت ہذا میں حاضر ہوں بصورت دیگر مقدمہ کی سماعت یکطرفہ عمل میں لائی جائے گی۔ (529, 571, 599, 628)
notice-paragraph: بعدالت جناب سول جج صاحب حیدرآباد میں مقدمہ زیر سماعت ہے جس میں مدعی کی جانب سے درخواست دائر کی گئی ہے کہ مدعا علیہ کو عدالت میں حاضر ہونے کا حکم دیا جائے بصورت دیگر عدالت یکطرفہ کارروائی عمل میں لائے گی۔ جملہ متعلقین کو مطلع کیا جاتا ہے کہ مقررہ تاریخ پر صبح 8 بجے بذات خود یا بذریعہ وکیل عدالت ہذا میں حاضر ہوں بصورت دیگر مقدمہ کی سماعت یکطرفہ عمل میں لائی جائے گی۔ (151, 252, 222, 309)
notice-paragraph: بعدالت جناب سول جج صاحب حیدرآباد میں مقدمہ زیر سماعت ہے جس میں مدعی کی جانب سے درخواست دائر کی گئی ہے کہ مدعا علیہ کو عدالت میں حاضر ہونے کا حکم دیا جائے بصورت دیگر عدالت یکطرفہ کارروائی عمل میں لائے گی۔ جملہ متعلقین کو مطلع کیا جاتا ہے کہ مقررہ تاریخ پر صبح 8 بجے بذات خود یا بذریعہ وکیل عدالت ہذا میں حاضر ہوں بصورت دیگر مقدمہ کی سماعت یکطرفہ عمل میں لائی جائے گی۔ (302, 1861, 375, 1913)
notice-paragraph: بعدالت جناب سول جج صاحب حیدرآباد میں مقدمہ زیر سماعت ہے جس میں مدعی کی جانب سے درخواست دائر کی گئی ہے کہ مدعا علیہ کو عدالت میں حاضر ہونے کا حکم دیا جائے بصورت دیگر عدالت یکطرفہ کارروائی عمل میں لائے گی۔ جملہ متعلقین کو مطلع کیا جاتا ہے کہ مقررہ تاریخ پر صبح 8 بجے بذات خود یا بذریعہ وکیل عدالت ہذا میں حاضر ہوں بصورت دیگر مقدمہ کی سماعت یکطرفہ عمل میں لائی جائے گی۔ (302, 1192, 375, 1244)
notice-paragraph: بعدالت جناب سول جج صاحب حیدرآباد میں مقدمہ زیر سماعت ہے جس میں مدعی کی جانب سے درخواست دائر کی گئی ہے کہ مدعا علیہ کو عدالت میں حاضر ہونے کا حکم دیا جائے بصورت دیگر عدالت یکطرفہ کارروائی عمل میں لائے گی۔ جملہ متعلقین کو مطلع کیا جاتا ہے کہ مقررہ تاریخ پر صبح 8 بجے بذات خود یا بذریعہ وکیل عدالت ہذا میں حاضر ہوں بصورت دیگر مقدمہ کی سماعت یکطرفہ عمل میں لائی جائے گی۔ (302, 965, 375, 1017)
notice-paragraph: بعدالت جناب سول جج صاحب حیدرآباد میں مقدمہ زیر سماعت ہے جس میں مدعی کی جانب سے درخواست دائر کی گئی ہے کہ مدعا علیہ کو عدالت میں حاضر ہونے کا حکم دیا جائے بصورت دیگر عدالت یکطرفہ کارروائی عمل میں لائے گی۔ جملہ متعلقین کو مطلع کیا جاتا ہے کہ مقررہ تاریخ پر صبح 8 بجے بذات خود یا بذریعہ وکیل عدالت ہذا میں حاضر ہوں بصورت دیگر مقدمہ کی سماعت یکطرفہ عمل میں لائی جائے گی۔ (455, 1609, 525, 1667)
notice-paragraph: بعدالت جناب سول جج صاحب حیدرآباد میں مقدمہ زیر سماعت ہے جس میں مدعی کی جانب سے درخواست دائر کی گئی ہے کہ مدعا علیہ کو عدالت میں حاضر ہونے کا حکم دیا جائے بصورت دیگر عدالت یکطرفہ کارروائی عمل میں لائے گی۔ جملہ متعلقین کو مطلع کیا جاتا ہے کہ مقررہ تاریخ پر صبح 8 بجے بذات خود یا بذریعہ وکیل عدالت ہذا میں حاضر ہوں بصورت دیگر مقدمہ کی سماعت یکطرفہ عمل میں لائی جائے گی۔ (455, 1302, 525, 1360)
notice-paragraph: بعدالت جناب سول جج صاحب حیدرآباد میں مقدمہ زیر سماعت ہے جس میں مدعی کی جانب سے درخواست دائر کی گئی ہے کہ مدعا علیہ کو عدالت میں حاضر ہونے کا حکم دیا جائے بصورت دیگر عدالت یکطرفہ کارروائی عمل میں لائے گی۔ جملہ متعلقین کو مطلع کیا جاتا ہے کہ مقررہ تاریخ پر صبح 8 بجے بذات خود یا بذریعہ وکیل عدالت ہذا میں حاضر ہوں بصورت دیگر مقدمہ کی سماعت یکطرفہ عمل میں لائی جائے گی۔ (379, 1420, 451, 1478)
notice-paragraph: بعدالت جناب سول جج صاحب حیدرآباد میں مقدمہ زیر سماعت ہے جس میں مدعی کی جانب سے درخواست دائر کی گئی ہے کہ مدعا علیہ کو عدالت میں حاضر ہونے کا حکم دیا جائے بصورت دیگر عدالت یکطرفہ کارروائی عمل میں لائے گی۔ جملہ متعلقین کو مطلع کیا جاتا ہے کہ مقررہ تاریخ پر صبح 8 بجے بذات خود یا بذریعہ وکیل عدالت ہذا میں حاضر ہوں بصورت دیگر مقدمہ کی سماعت یکطرفہ عمل میں لائی جائے گی۔ (78, 508, 146, 565)
court-notice (4, 1084, 72, 1153)
notice-paragraph: بعدالت جناب سول جج صاحب حیدرآباد میں مقدمہ زیر سماعت ہے جس میں مدعی کی جانب سے درخواست دائر کی گئی ہے کہ مدعا علیہ کو عدالت میں حاضر ہونے کا حکم دیا جائے بصورت دیگر عدالت یکطرفہ کارروائی عمل میں لائے گی۔ جملہ متعلقین کو مطلع کیا جاتا ہے کہ مقررہ تاریخ پر صبح 8 بجے بذات خود یا بذریعہ وکیل عدالت ہذا میں حاضر ہوں بصورت دیگر مقدمہ کی سماعت یکطرفہ عمل میں لائی جائے گی۔ (226, 750, 298, 802)
masthead-urdu-text: روزنامہ امت حیدرآباد بدھ ۳ جون ۲۰۲۶ء (480, 2, 584, 9)
notice-paragraph: بعدالت جناب سول جج صاحب حیدرآباد میں مقدمہ زیر سماعت ہے جس میں مدعی کی جانب سے درخواست دائر کی گئی ہے کہ مدعا علیہ کو عدالت میں حاضر ہونے کا حکم دیا جائے بصورت دیگر عدالت یکطرفہ کارروائی عمل میں لائے گی۔ جملہ متعلقین کو مطلع کیا جاتا ہے کہ مقررہ تاریخ پر صبح 8 بجے بذات خود یا بذریعہ وکیل عدالت ہذا میں حاضر ہوں بصورت دیگر مقدمہ کی سماعت یکطرفہ عمل میں لائی جائے گی۔ (455, 629, 525, 687)
notice-paragraph: بعدالت جناب سول جج صاحب حیدرآباد میں مقدمہ زیر سماعت ہے جس میں مدعی کی جانب سے درخواست دائر کی گئی ہے کہ مدعا علیہ کو عدالت میں حاضر ہونے کا حکم دیا جائے بصورت دیگر عدالت یکطرفہ کارروائی عمل میں لائے گی۔ جملہ متعلقین کو مطلع کیا جاتا ہے کہ مقررہ تاریخ پر صبح 8 بجے بذات خود یا بذریعہ وکیل عدالت ہذا میں حاضر ہوں بصورت دیگر مقدمہ کی سماعت یکطرفہ عمل میں لائی جائے گی۔ (302, 1526, 375, 1579)
notice-signature: آج مورخہ 03-06-2026 کو میرے دستخط اور مہر عدالت سے جاری ہوا۔ STF (78, 1071, 142, 1081)
notice-paragraph: بعدالت جناب سول جج صاحب حیدرآباد میں مقدمہ زیر سماعت ہے جس میں مدعی کی جانب سے درخواست دائر کی گئی ہے کہ مدعا علیہ کو عدالت میں حاضر ہونے کا حکم دیا جائے بصورت دیگر عدالت یکطرفہ کارروائی عمل میں لائے گی۔ جملہ متعلقین کو مطلع کیا جاتا ہے کہ مقررہ تاریخ پر صبح 8 بجے بذات خود یا بذریعہ وکیل عدالت ہذا میں حاضر ہوں بصورت دیگر مقدمہ کی سماعت یکطرفہ عمل میں لائی جائے گی۔ (302, 2195, 375, 2248)
notice-category: اطلاعات (328, 1690, 343, 1696)
notice-paragraph: بعدالت جناب سول جج صاحب حیدرآباد میں مقدمہ زیر سماعت ہے جس میں مدعی کی جانب سے درخواست دائر کی گئی ہے کہ مدعا علیہ کو عدالت میں حاضر ہونے کا حکم دیا جائے بصورت دیگر عدالت یکطرفہ کارروائی عمل میں لائے گی۔ جملہ متعلقین کو مطلع کیا جاتا ہے کہ مقررہ تاریخ پر صبح 8 بجے بذات خود یا بذریعہ وکیل عدالت ہذا میں حاضر ہوں بصورت دیگر مقدمہ کی سماعت یکطرفہ عمل میں لائی جائے گی۔ (529, 1786, 599, 1843)
notice-signature: آج مورخہ 03-06-2026 کو میرے دستخط اور مہر عدالت سے جاری ہوا۔ STF (78, 1431, 142, 1441)
notice-paragraph: بعدالت جناب سول جج صاحب حیدرآباد میں مقدمہ زیر سماعت ہے جس میں مدعی کی جانب سے درخواست دائر کی گئی ہے کہ مدعا علیہ کو عدالت میں حاضر ہونے کا حکم دیا جائے بصورت دیگر عدالت یکطرفہ کارروائی عمل میں لائے گی۔ جملہ متعلقین کو مطلع کیا جاتا ہے کہ مقررہ تاریخ پر صبح 8 بجے بذات خود یا بذریعہ وکیل عدالت ہذا میں حاضر ہوں بصورت دیگر مقدمہ کی سماعت یکطرفہ عمل میں لائی جائے گی۔ (302, 2302, 375, 2355)
notice-paragraph: بعدالت جناب سول جج صاحب حیدرآباد میں مقدمہ زیر سماعت ہے جس میں مدعی کی جانب سے درخواست دائر کی گئی ہے کہ مدعا علیہ کو عدالت میں حاضر ہونے کا حکم دیا جائے بصورت دیگر عدالت یکطرفہ کارروائی عمل میں لائے گی۔ جملہ متعلقین کو مطلع کیا جاتا ہے کہ مقررہ تاریخ پر صبح 8 بجے بذات خود یا بذریعہ وکیل عدالت ہذا میں حاضر ہوں بصورت دیگر مقدمہ کی سماعت یکطرفہ عمل میں لائی جائے گی۔ (379, 1302, 451, 1360)
notice-signature: آج مورخہ 03-06-2026 کو میرے دستخط اور مہر عدالت سے جاری ہوا۔ STF (4, 279, 69, 289)
notice-paragraph: بعدالت جناب سول جج صاحب حیدرآباد میں مقدمہ زیر سماعت ہے جس میں مدعی کی جانب سے درخواست دائر کی گئی ہے کہ مدعا علیہ کو عدالت میں حاضر ہونے کا حکم دیا جائے بصورت دیگر عدالت یکطرفہ کارروائی عمل میں لائے گی۔ جملہ متعلقین کو مطلع کیا جاتا ہے کہ مقررہ تاریخ پر صبح 8 بجے بذات خود یا بذریعہ وکیل عدالت ہذا میں حاضر ہوں بصورت دیگر مقدمہ کی سماعت یکطرفہ عمل میں لائی جائے گی۔ (302, 2249, 375, 2301)
notice-paragraph: بعدالت جناب سول جج صاحب حیدرآباد میں مقدمہ زیر سماعت ہے جس میں مدعی کی جانب سے درخواست دائر کی گئی ہے کہ مدعا علیہ کو عدالت میں حاضر ہونے کا حکم دیا جائے بصورت دیگر عدالت یکطرفہ کارروائی عمل میں لائے گی۔ جملہ متعلقین کو مطلع کیا جاتا ہے کہ مقررہ تاریخ پر صبح 8 بجے بذات خود یا بذریعہ وکیل عدالت ہذا میں حاضر ہوں بصورت دیگر مقدمہ کی سماعت یکطرفہ عمل میں لائی جائے گی۔ (226, 804, 298, 856)
notice-paragraph: بعدالت جناب سول جج صاحب حیدرآباد میں مقدمہ زیر سماعت ہے جس میں مدعی کی جانب سے درخواست دائر کی گئی ہے کہ مدعا علیہ کو عدالت میں حاضر ہونے کا حکم دیا جائے بصورت دیگر عدالت یکطرفہ کارروائی عمل میں لائے گی۔ جملہ متعلقین کو مطلع کیا جاتا ہے کہ مقررہ تاریخ پر صبح 8 بجے بذات خود یا بذریعہ وکیل عدالت ہذا میں حاضر ہوں بصورت دیگر مقدمہ کی سماعت یکطرفہ عمل میں لائی جائے گی۔ (455, 877, 525, 935)
column-divider (527, 16, 528, 1106)
court-notice (78, 940, 146, 1009)
notice-paragraph: بعدالت جناب سول جج صاحب حیدرآباد میں مقدمہ زیر سماعت ہے جس میں مدعی کی جانب سے درخواست دائر کی گئی ہے کہ مدعا علیہ کو عدالت میں حاضر ہونے کا حکم دیا جائے بصورت دیگر عدالت یکطرفہ کارروائی عمل میں لائے گی۔ جملہ متعلقین کو مطلع کیا جاتا ہے کہ مقررہ تاریخ پر صبح 8 بجے بذات خود یا بذریعہ وکیل عدالت ہذا میں حاضر ہوں بصورت دیگر مقدمہ کی سماعت یکطرفہ عمل میں لائی جائے گی۔ (529, 511, 599, 569)
notice-paragraph: بعدالت جناب سول جج صاحب حیدرآباد میں مقدمہ زیر سماعت ہے جس میں مدعی کی جانب سے درخواست دائر کی گئی ہے کہ مدعا علیہ کو عدالت میں حاضر ہونے کا حکم دیا جائے بصورت دیگر عدالت یکطرفہ کارروائی عمل میں لائے گی۔ جملہ متعلقین کو مطلع کیا جاتا ہے کہ مقررہ تاریخ پر صبح 8 بجے بذات خود یا بذریعہ وکیل عدالت ہذا میں حاضر ہوں بصورت دیگر مقدمہ کی سماعت یکطرفہ عمل میں لائی جائے گی۔ (302, 750, 375, 802)
notice-signature: آج مورخہ 03-06-2026 کو میرے دستخط اور مہر عدالت سے جاری ہوا۔ STF (4, 567, 69, 577)
notice-signature: آج مورخہ 03-06-2026 کو میرے دستخط اور مہر عدالت سے جاری ہوا۔ STF (78, 1575, 142, 1585)
